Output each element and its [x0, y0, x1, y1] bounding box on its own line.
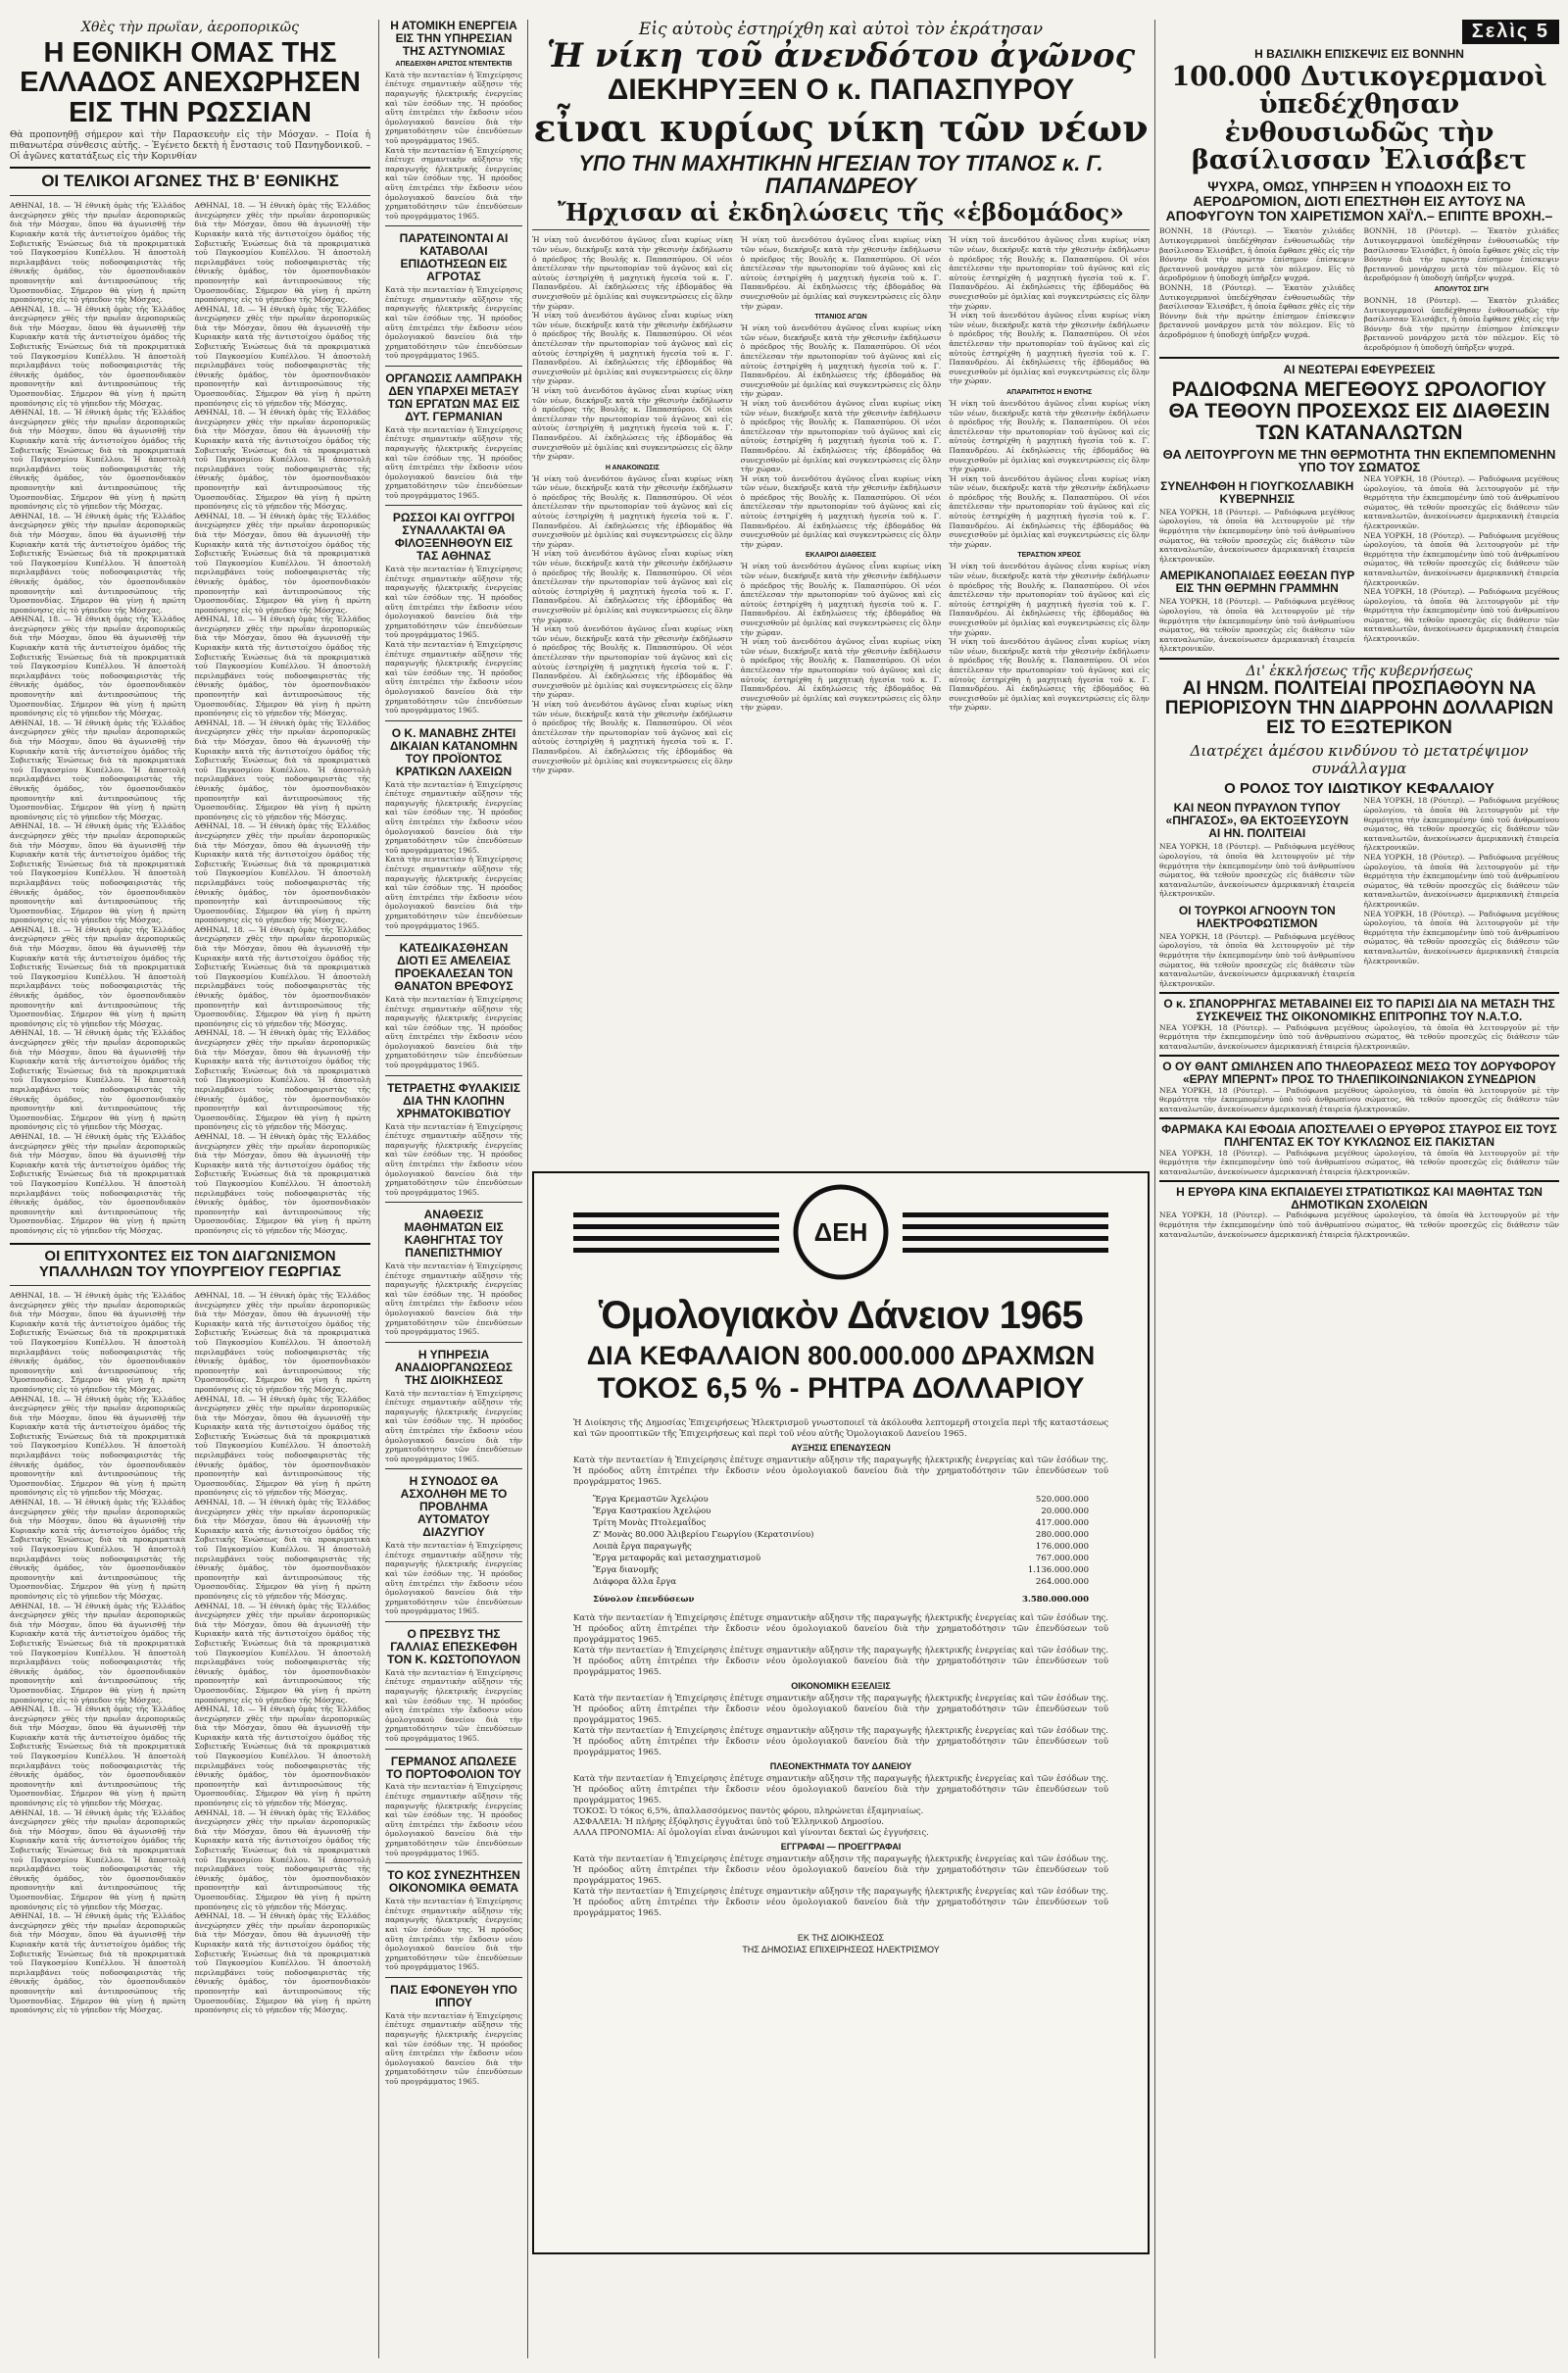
ad-section-investments: ΑΥΞΗΣΙΣ ΕΠΕΝΔΥΣΕΩΝ: [791, 1442, 891, 1453]
article-text: ΝΕΑ ΥΟΡΚΗ, 18 (Ρόυτερ). — Ραδιόφωνα μεγέθους ὡρολογίου, τὰ ὁποῖα θὰ λειτουργοῦν μὲ τὴν θερμότητα τὴν ἐκπεμπομένην ὑπὸ τοῦ ἀνθρωπίνου σώματος, θὰ τεθοῦν προσεχῶς εἰς διάθεσιν τῶν καταναλωτῶν, ἀνεκοίνωσεν ἀμερικανικὴ ἑταιρεία ἠλεκτρονικῶν.: [1363, 587, 1559, 644]
divider: [10, 167, 370, 169]
ad-logo-area: [534, 1173, 1148, 1291]
article-text: Κατὰ τὴν πενταετίαν ἡ Ἐπιχείρησις ἐπέτυχε σημαντικὴν αὔξησιν τῆς παραγωγῆς ἠλεκτρικῆς ἐνεργείας καὶ τῶν ἐσόδων της. Ἡ πρόοδος αὕτη ἐπιτρέπει τὴν ἔκδοσιν νέου ὁμολογιακοῦ δανείου διὰ τὴν χρηματοδότησιν τῶν ἐπενδύσεων τοῦ προγράμματος 1965.: [385, 1897, 522, 1972]
investment-total-value: 3.580.000.000: [1021, 1594, 1089, 1605]
article-text: ΑΘΗΝΑΙ, 18. — Ἡ ἐθνικὴ ὁμὰς τῆς Ἑλλάδος ἀνεχώρησεν χθὲς τὴν πρωΐαν ἀεροπορικῶς διὰ τὴν Μόσχαν, ὅπου θὰ ἀγωνισθῇ τὴν Κυριακὴν κατὰ τῆς ἀντιστοίχου ὁμάδος τῆς Σοβιετικῆς Ἑνώσεως διὰ τὰ προκριματικὰ τοῦ Παγκοσμίου Κυπέλλου. Ἡ ἀποστολὴ περιλαμβάνει τοὺς ποδοσφαιριστὰς τῆς ἐθνικῆς ὁμάδος, τὸν ὁμοσπονδιακὸν προπονητὴν καὶ ἀντιπροσώπους τῆς Ὁμοσπονδίας. Σήμερον θὰ γίνῃ ἡ πρώτη προπόνησις εἰς τὸ γήπεδον τῆς Μόσχας.: [194, 408, 370, 512]
article-text: Ἡ νίκη τοῦ ἀνενδότου ἀγῶνος εἶναι κυρίως νίκη τῶν νέων, διεκήρυξε κατὰ τὴν χθεσινὴν ἐκδήλωσιν ὁ πρόεδρος τῆς Βουλῆς κ. Παπασπύρου. Οἱ νέοι ἀπετέλεσαν τὴν πρωτοπορίαν τοῦ ἀγῶνος καὶ εἰς αὐτοὺς ἐστηρίχθη ἡ μαχητικὴ ἡγεσία τοῦ κ. Γ. Παπανδρέου. Αἱ ἐκδηλώσεις τῆς ἑβδομάδος θὰ συνεχισθοῦν μὲ ὁμιλίας καὶ συγκεντρώσεις εἰς ὅλην τὴν χώραν.: [949, 473, 1150, 549]
article-text: ΑΘΗΝΑΙ, 18. — Ἡ ἐθνικὴ ὁμὰς τῆς Ἑλλάδος ἀνεχώρησεν χθὲς τὴν πρωΐαν ἀεροπορικῶς διὰ τὴν Μόσχαν, ὅπου θὰ ἀγωνισθῇ τὴν Κυριακὴν κατὰ τῆς ἀντιστοίχου ὁμάδος τῆς Σοβιετικῆς Ἑνώσεως διὰ τὰ προκριματικὰ τοῦ Παγκοσμίου Κυπέλλου. Ἡ ἀποστολὴ περιλαμβάνει τοὺς ποδοσφαιριστὰς τῆς ἐθνικῆς ὁμάδος, τὸν ὁμοσπονδιακὸν προπονητὴν καὶ ἀντιπροσώπους τῆς Ὁμοσπονδίας. Σήμερον θὰ γίνῃ ἡ πρώτη προπόνησις εἰς τὸ γήπεδον τῆς Μόσχας.: [194, 511, 370, 615]
investment-value: 767.000.000: [1035, 1553, 1089, 1563]
article-text: Ἡ νίκη τοῦ ἀνενδότου ἀγῶνος εἶναι κυρίως νίκη τῶν νέων, διεκήρυξε κατὰ τὴν χθεσινὴν ἐκδήλωσιν ὁ πρόεδρος τῆς Βουλῆς κ. Παπασπύρου. Οἱ νέοι ἀπετέλεσαν τὴν πρωτοπορίαν τοῦ ἀγῶνος καὶ εἰς αὐτοὺς ἐστηρίχθη ἡ μαχητικὴ ἡγεσία τοῦ κ. Γ. Παπανδρέου. Αἱ ἐκδηλώσεις τῆς ἑβδομάδος θὰ συνεχισθοῦν μὲ ὁμιλίας καὶ συγκεντρώσεις εἰς ὅλην τὴν χώραν.: [949, 235, 1150, 311]
brief-headline: ΣΥΝΕΛΗΦΘΗ Η ΓΙΟΥΓΚΟΣΛΑΒΙΚΗ ΚΥΒΕΡΝΗΣΙΣ: [1160, 478, 1354, 506]
bond-advertisement: [532, 1171, 1150, 2254]
article-text: ΝΕΑ ΥΟΡΚΗ, 18 (Ρόυτερ). — Ραδιόφωνα μεγέθους ὡρολογίου, τὰ ὁποῖα θὰ λειτουργοῦν μὲ τὴν θερμότητα τὴν ἐκπεμπομένην ὑπὸ τοῦ ἀνθρωπίνου σώματος, θὰ τεθοῦν προσεχῶς εἰς διάθεσιν τῶν καταναλωτῶν, ἀνεκοίνωσεν ἀμερικανικὴ ἑταιρεία ἠλεκτρονικῶν.: [1363, 853, 1559, 910]
brief-headline: Ο ΠΡΕΣΒΥΣ ΤΗΣ ΓΑΛΛΙΑΣ ΕΠΕΣΚΕΦΘΗ ΤΟΝ Κ. ΚΩΣΤΟΠΟΥΛΟΝ: [387, 1626, 520, 1666]
article-text: Ἡ νίκη τοῦ ἀνενδότου ἀγῶνος εἶναι κυρίως νίκη τῶν νέων, διεκήρυξε κατὰ τὴν χθεσινὴν ἐκδήλωσιν ὁ πρόεδρος τῆς Βουλῆς κ. Παπασπύρου. Οἱ νέοι ἀπετέλεσαν τὴν πρωτοπορίαν τοῦ ἀγῶνος καὶ εἰς αὐτοὺς ἐστηρίχθη ἡ μαχητικὴ ἡγεσία τοῦ κ. Γ. Παπανδρέου. Αἱ ἐκδηλώσεις τῆς ἑβδομάδος θὰ συνεχισθοῦν μὲ ὁμιλίας καὶ συγκεντρώσεις εἰς ὅλην τὴν χώραν.: [532, 549, 733, 624]
lead-sub-2: Ἤρχισαν αἱ ἐκδηλώσεις τῆς «ἑβδομάδος»: [557, 198, 1124, 227]
divider: [385, 225, 522, 226]
article-text: ΑΘΗΝΑΙ, 18. — Ἡ ἐθνικὴ ὁμὰς τῆς Ἑλλάδος ἀνεχώρησεν χθὲς τὴν πρωΐαν ἀεροπορικῶς διὰ τὴν Μόσχαν, ὅπου θὰ ἀγωνισθῇ τὴν Κυριακὴν κατὰ τῆς ἀντιστοίχου ὁμάδος τῆς Σοβιετικῆς Ἑνώσεως διὰ τὰ προκριματικὰ τοῦ Παγκοσμίου Κυπέλλου. Ἡ ἀποστολὴ περιλαμβάνει τοὺς ποδοσφαιριστὰς τῆς ἐθνικῆς ὁμάδος, τὸν ὁμοσπονδιακὸν προπονητὴν καὶ ἀντιπροσώπους τῆς Ὁμοσπονδίας. Σήμερον θὰ γίνῃ ἡ πρώτη προπόνησις εἰς τὸ γήπεδον τῆς Μόσχας.: [10, 1290, 186, 1394]
col4-h9: Ο ΟΥ ΘΑΝΤ ΩΜΙΛΗΣΕΝ ΑΠΟ ΤΗΛΕΟΡΑΣΕΩΣ ΜΕΣΩ ΤΟΥ ΔΟΡΥΦΟΡΟΥ «ΕΡΛΥ ΜΠΕΡΝΤ» ΠΡΟΣ ΤΟ ΤΗΛΕΠΙΚΟΙΝΩΝΙΑΚΟΝ ΣΥΝΕΔΡΙΟΝ: [1162, 1060, 1556, 1086]
article-text: Κατὰ τὴν πενταετίαν ἡ Ἐπιχείρησις ἐπέτυχε σημαντικὴν αὔξησιν τῆς παραγωγῆς ἠλεκτρικῆς ἐνεργείας καὶ τῶν ἐσόδων της. Ἡ πρόοδος αὕτη ἐπιτρέπει τὴν ἔκδοσιν νέου ὁμολογιακοῦ δανείου διὰ τὴν χρηματοδότησιν τῶν ἐπενδύσεων τοῦ προγράμματος 1965.: [385, 1121, 522, 1197]
article-text: ΑΘΗΝΑΙ, 18. — Ἡ ἐθνικὴ ὁμὰς τῆς Ἑλλάδος ἀνεχώρησεν χθὲς τὴν πρωΐαν ἀεροπορικῶς διὰ τὴν Μόσχαν, ὅπου θὰ ἀγωνισθῇ τὴν Κυριακὴν κατὰ τῆς ἀντιστοίχου ὁμάδος τῆς Σοβιετικῆς Ἑνώσεως διὰ τὰ προκριματικὰ τοῦ Παγκοσμίου Κυπέλλου. Ἡ ἀποστολὴ περιλαμβάνει τοὺς ποδοσφαιριστὰς τῆς ἐθνικῆς ὁμάδος, τὸν ὁμοσπονδιακὸν προπονητὴν καὶ ἀντιπροσώπους τῆς Ὁμοσπονδίας. Σήμερον θὰ γίνῃ ἡ πρώτη προπόνησις εἰς τὸ γήπεδον τῆς Μόσχας.: [10, 1131, 186, 1235]
brief-headline: ΟΙ ΤΟΥΡΚΟΙ ΑΓΝΟΟΥΝ ΤΟΝ ΗΛΕΚΤΡΟΦΩΤΙΣΜΟΝ: [1178, 903, 1336, 930]
article-text: ΑΘΗΝΑΙ, 18. — Ἡ ἐθνικὴ ὁμὰς τῆς Ἑλλάδος ἀνεχώρησεν χθὲς τὴν πρωΐαν ἀεροπορικῶς διὰ τὴν Μόσχαν, ὅπου θὰ ἀγωνισθῇ τὴν Κυριακὴν κατὰ τῆς ἀντιστοίχου ὁμάδος τῆς Σοβιετικῆς Ἑνώσεως διὰ τὰ προκριματικὰ τοῦ Παγκοσμίου Κυπέλλου. Ἡ ἀποστολὴ περιλαμβάνει τοὺς ποδοσφαιριστὰς τῆς ἐθνικῆς ὁμάδος, τὸν ὁμοσπονδιακὸν προπονητὴν καὶ ἀντιπροσώπους τῆς Ὁμοσπονδίας. Σήμερον θὰ γίνῃ ἡ πρώτη προπόνησις εἰς τὸ γήπεδον τῆς Μόσχας.: [10, 304, 186, 408]
article-text: Ἡ νίκη τοῦ ἀνενδότου ἀγῶνος εἶναι κυρίως νίκη τῶν νέων, διεκήρυξε κατὰ τὴν χθεσινὴν ἐκδήλωσιν ὁ πρόεδρος τῆς Βουλῆς κ. Παπασπύρου. Οἱ νέοι ἀπετέλεσαν τὴν πρωτοπορίαν τοῦ ἀγῶνος καὶ εἰς αὐτοὺς ἐστηρίχθη ἡ μαχητικὴ ἡγεσία τοῦ κ. Γ. Παπανδρέου. Αἱ ἐκδηλώσεις τῆς ἑβδομάδος θὰ συνεχισθοῦν μὲ ὁμιλίας καὶ συγκεντρώσεις εἰς ὅλην τὴν χώραν.: [949, 637, 1150, 713]
article-text: ΑΘΗΝΑΙ, 18. — Ἡ ἐθνικὴ ὁμὰς τῆς Ἑλλάδος ἀνεχώρησεν χθὲς τὴν πρωΐαν ἀεροπορικῶς διὰ τὴν Μόσχαν, ὅπου θὰ ἀγωνισθῇ τὴν Κυριακὴν κατὰ τῆς ἀντιστοίχου ὁμάδος τῆς Σοβιετικῆς Ἑνώσεως διὰ τὰ προκριματικὰ τοῦ Παγκοσμίου Κυπέλλου. Ἡ ἀποστολὴ περιλαμβάνει τοὺς ποδοσφαιριστὰς τῆς ἐθνικῆς ὁμάδος, τὸν ὁμοσπονδιακὸν προπονητὴν καὶ ἀντιπροσώπους τῆς Ὁμοσπονδίας. Σήμερον θὰ γίνῃ ἡ πρώτη προπόνησις εἰς τὸ γήπεδον τῆς Μόσχας.: [194, 1394, 370, 1498]
divider: [1159, 1180, 1559, 1182]
investment-label: Διάφορα ἄλλα ἔργα: [593, 1576, 677, 1587]
investment-value: 264.000.000: [1035, 1576, 1089, 1587]
article-text: ΑΘΗΝΑΙ, 18. — Ἡ ἐθνικὴ ὁμὰς τῆς Ἑλλάδος ἀνεχώρησεν χθὲς τὴν πρωΐαν ἀεροπορικῶς διὰ τὴν Μόσχαν, ὅπου θὰ ἀγωνισθῇ τὴν Κυριακὴν κατὰ τῆς ἀντιστοίχου ὁμάδος τῆς Σοβιετικῆς Ἑνώσεως διὰ τὰ προκριματικὰ τοῦ Παγκοσμίου Κυπέλλου. Ἡ ἀποστολὴ περιλαμβάνει τοὺς ποδοσφαιριστὰς τῆς ἐθνικῆς ὁμάδος, τὸν ὁμοσπονδιακὸν προπονητὴν καὶ ἀντιπροσώπους τῆς Ὁμοσπονδίας. Σήμερον θὰ γίνῃ ἡ πρώτη προπόνησις εἰς τὸ γήπεδον τῆς Μόσχας.: [10, 1705, 186, 1808]
article-text: Κατὰ τὴν πενταετίαν ἡ Ἐπιχείρησις ἐπέτυχε σημαντικὴν αὔξησιν τῆς παραγωγῆς ἠλεκτρικῆς ἐνεργείας καὶ τῶν ἐσόδων της. Ἡ πρόοδος αὕτη ἐπιτρέπει τὴν ἔκδοσιν νέου ὁμολογιακοῦ δανείου διὰ τὴν χρηματοδότησιν τῶν ἐπενδύσεων τοῦ προγράμματος 1965.: [385, 779, 522, 855]
divider: [385, 1749, 522, 1750]
investment-value: 520.000.000: [1035, 1494, 1089, 1505]
investment-row: [593, 1564, 1089, 1576]
col4-h2: ΡΑΔΙΟΦΩΝΑ ΜΕΓΕΘΟΥΣ ΩΡΟΛΟΓΙΟΥ ΘΑ ΤΕΘΟΥΝ ΠΡΟΣΕΧΩΣ ΕΙΣ ΔΙΑΘΕΣΙΝ ΤΩΝ ΚΑΤΑΝΑΛΩΤΩΝ: [1168, 377, 1550, 444]
ad-signoff-1: ΕΚ ΤΗΣ ΔΙΟΙΚΗΣΕΩΣ: [797, 1932, 885, 1943]
col1-kicker: Χθὲς τὴν πρωΐαν, ἀεροπορικῶς: [81, 20, 299, 35]
investment-label: Λοιπὰ ἔργα παραγωγῆς: [593, 1541, 692, 1552]
article-text: Ἡ νίκη τοῦ ἀνενδότου ἀγῶνος εἶναι κυρίως νίκη τῶν νέων, διεκήρυξε κατὰ τὴν χθεσινὴν ἐκδήλωσιν ὁ πρόεδρος τῆς Βουλῆς κ. Παπασπύρου. Οἱ νέοι ἀπετέλεσαν τὴν πρωτοπορίαν τοῦ ἀγῶνος καὶ εἰς αὐτοὺς ἐστηρίχθη ἡ μαχητικὴ ἡγεσία τοῦ κ. Γ. Παπανδρέου. Αἱ ἐκδηλώσεις τῆς ἑβδομάδος θὰ συνεχισθοῦν μὲ ὁμιλίας καὶ συγκεντρώσεις εἰς ὅλην τὴν χώραν.: [740, 235, 942, 311]
col1-intro: Θὰ προπονηθῇ σήμερον καὶ τὴν Παρασκευὴν εἰς τὴν Μόσχαν. – Ποία ἡ πιθανωτέρα σύνθεσις αὐτῆς. – Ἐγένετο δεκτὴ ἡ ἔνστασις τοῦ Πανηγδονικοῦ. – Οἱ ἀγῶνες κατατάξεως εἰς τὴν Κορινθίαν: [10, 130, 370, 163]
brief-headline: ΚΑΤΕΔΙΚΑΣΘΗΣΑΝ ΔΙΟΤΙ ΕΞ ΑΜΕΛΕΙΑΣ ΠΡΟΕΚΑΛΕΣΑΝ ΤΟΝ ΘΑΝΑΤΟΝ ΒΡΕΦΟΥΣ: [394, 941, 514, 993]
brief-headline: ΤΟ ΚΟΣ ΣΥΝΕΖΗΤΗΣΕΝ ΟΙΚΟΝΟΜΙΚΑ ΘΕΜΑΤΑ: [387, 1868, 520, 1896]
article-text: Κατὰ τὴν πενταετίαν ἡ Ἐπιχείρησις ἐπέτυχε σημαντικὴν αὔξησιν τῆς παραγωγῆς ἠλεκτρικῆς ἐνεργείας καὶ τῶν ἐσόδων της. Ἡ πρόοδος αὕτη ἐπιτρέπει τὴν ἔκδοσιν νέου ὁμολογιακοῦ δανείου διὰ τὴν χρηματοδότησιν τῶν ἐπενδύσεων τοῦ προγράμματος 1965.: [385, 1782, 522, 1857]
investment-label: Ἔργα διανομῆς: [593, 1564, 659, 1575]
col1-body-2: [10, 1291, 370, 2015]
article-text: Ἡ νίκη τοῦ ἀνενδότου ἀγῶνος εἶναι κυρίως νίκη τῶν νέων, διεκήρυξε κατὰ τὴν χθεσινὴν ἐκδήλωσιν ὁ πρόεδρος τῆς Βουλῆς κ. Παπασπύρου. Οἱ νέοι ἀπετέλεσαν τὴν πρωτοπορίαν τοῦ ἀγῶνος καὶ εἰς αὐτοὺς ἐστηρίχθη ἡ μαχητικὴ ἡγεσία τοῦ κ. Γ. Παπανδρέου. Αἱ ἐκδηλώσεις τῆς ἑβδομάδος θὰ συνεχισθοῦν μὲ ὁμιλίας καὶ συγκεντρώσεις εἰς ὅλην τὴν χώραν.: [740, 637, 942, 713]
article-text: Ἡ νίκη τοῦ ἀνενδότου ἀγῶνος εἶναι κυρίως νίκη τῶν νέων, διεκήρυξε κατὰ τὴν χθεσινὴν ἐκδήλωσιν ὁ πρόεδρος τῆς Βουλῆς κ. Παπασπύρου. Οἱ νέοι ἀπετέλεσαν τὴν πρωτοπορίαν τοῦ ἀγῶνος καὶ εἰς αὐτοὺς ἐστηρίχθη ἡ μαχητικὴ ἡγεσία τοῦ κ. Γ. Παπανδρέου. Αἱ ἐκδηλώσεις τῆς ἑβδομάδος θὰ συνεχισθοῦν μὲ ὁμιλίας καὶ συγκεντρώσεις εἰς ὅλην τὴν χώραν.: [949, 311, 1150, 386]
dei-logo: ΔΕΗ: [813, 1217, 868, 1247]
article-text: Κατὰ τὴν πενταετίαν ἡ Ἐπιχείρησις ἐπέτυχε σημαντικὴν αὔξησιν τῆς παραγωγῆς ἠλεκτρικῆς ἐνεργείας καὶ τῶν ἐσόδων της. Ἡ πρόοδος αὕτη ἐπιτρέπει τὴν ἔκδοσιν νέου ὁμολογιακοῦ δανείου διὰ τὴν χρηματοδότησιν τῶν ἐπενδύσεων τοῦ προγράμματος 1965.: [573, 1693, 1108, 1725]
col4-h10: ΦΑΡΜΑΚΑ ΚΑΙ ΕΦΟΔΙΑ ΑΠΟΣΤΕΛΛΕΙ Ο ΕΡΥΘΡΟΣ ΣΤΑΥΡΟΣ ΕΙΣ ΤΟΥΣ ΠΛΗΓΕΝΤΑΣ ΕΚ ΤΟΥ ΚΥΚΛΩΝΟΣ ΕΙΣ ΠΑΚΙΣΤΑΝ: [1161, 1122, 1557, 1149]
divider: [385, 366, 522, 367]
article-text: ΑΘΗΝΑΙ, 18. — Ἡ ἐθνικὴ ὁμὰς τῆς Ἑλλάδος ἀνεχώρησεν χθὲς τὴν πρωΐαν ἀεροπορικῶς διὰ τὴν Μόσχαν, ὅπου θὰ ἀγωνισθῇ τὴν Κυριακὴν κατὰ τῆς ἀντιστοίχου ὁμάδος τῆς Σοβιετικῆς Ἑνώσεως διὰ τὰ προκριματικὰ τοῦ Παγκοσμίου Κυπέλλου. Ἡ ἀποστολὴ περιλαμβάνει τοὺς ποδοσφαιριστὰς τῆς ἐθνικῆς ὁμάδος, τὸν ὁμοσπονδιακὸν προπονητὴν καὶ ἀντιπροσώπους τῆς Ὁμοσπονδίας. Σήμερον θὰ γίνῃ ἡ πρώτη προπόνησις εἰς τὸ γήπεδον τῆς Μόσχας.: [10, 924, 186, 1028]
investment-row: [593, 1494, 1089, 1506]
brief-headline: ΠΑΡΑΤΕΙΝΟΝΤΑΙ ΑΙ ΚΑΤΑΒΟΛΑΙ ΕΠΙΔΟΤΗΣΕΩΝ ΕΙΣ ΑΓΡΟΤΑΣ: [399, 231, 509, 284]
investment-value: 417.000.000: [1035, 1517, 1089, 1528]
article-text: ΑΘΗΝΑΙ, 18. — Ἡ ἐθνικὴ ὁμὰς τῆς Ἑλλάδος ἀνεχώρησεν χθὲς τὴν πρωΐαν ἀεροπορικῶς διὰ τὴν Μόσχαν, ὅπου θὰ ἀγωνισθῇ τὴν Κυριακὴν κατὰ τῆς ἀντιστοίχου ὁμάδος τῆς Σοβιετικῆς Ἑνώσεως διὰ τὰ προκριματικὰ τοῦ Παγκοσμίου Κυπέλλου. Ἡ ἀποστολὴ περιλαμβάνει τοὺς ποδοσφαιριστὰς τῆς ἐθνικῆς ὁμάδος, τὸν ὁμοσπονδιακὸν προπονητὴν καὶ ἀντιπροσώπους τῆς Ὁμοσπονδίας. Σήμερον θὰ γίνῃ ἡ πρώτη προπόνησις εἰς τὸ γήπεδον τῆς Μόσχας.: [10, 1807, 186, 1911]
brief-headline: ΟΡΓΑΝΩΣΙΣ ΛΑΜΠΡΑΚΗ ΔΕΝ ΥΠΑΡΧΕΙ ΜΕΤΑΞΥ ΤΩΝ ΕΡΓΑΤΩΝ ΜΑΣ ΕΙΣ ΔΥΤ. ΓΕΡΜΑΝΙΑΝ: [385, 371, 522, 423]
article-text: ΑΘΗΝΑΙ, 18. — Ἡ ἐθνικὴ ὁμὰς τῆς Ἑλλάδος ἀνεχώρησεν χθὲς τὴν πρωΐαν ἀεροπορικῶς διὰ τὴν Μόσχαν, ὅπου θὰ ἀγωνισθῇ τὴν Κυριακὴν κατὰ τῆς ἀντιστοίχου ὁμάδος τῆς Σοβιετικῆς Ἑνώσεως διὰ τὰ προκριματικὰ τοῦ Παγκοσμίου Κυπέλλου. Ἡ ἀποστολὴ περιλαμβάνει τοὺς ποδοσφαιριστὰς τῆς ἐθνικῆς ὁμάδος, τὸν ὁμοσπονδιακὸν προπονητὴν καὶ ἀντιπροσώπους τῆς Ὁμοσπονδίας. Σήμερον θὰ γίνῃ ἡ πρώτη προπόνησις εἰς τὸ γήπεδον τῆς Μόσχας.: [10, 1028, 186, 1132]
brief-headline: ΡΩΣΣΟΙ ΚΑΙ ΟΥΓΓΡΟΙ ΣΥΝΑΛΛΑΚΤΑΙ ΘΑ ΦΙΛΟΞΕΝΗΘΟΥΝ ΕΙΣ ΤΑΣ ΑΘΗΝΑΣ: [392, 511, 515, 564]
divider: [1159, 1055, 1559, 1057]
ad-section-benefits: ΠΛΕΟΝΕΚΤΗΜΑΤΑ ΤΟΥ ΔΑΝΕΙΟΥ: [769, 1760, 912, 1771]
article-text: ΑΘΗΝΑΙ, 18. — Ἡ ἐθνικὴ ὁμὰς τῆς Ἑλλάδος ἀνεχώρησεν χθὲς τὴν πρωΐαν ἀεροπορικῶς διὰ τὴν Μόσχαν, ὅπου θὰ ἀγωνισθῇ τὴν Κυριακὴν κατὰ τῆς ἀντιστοίχου ὁμάδος τῆς Σοβιετικῆς Ἑνώσεως διὰ τὰ προκριματικὰ τοῦ Παγκοσμίου Κυπέλλου. Ἡ ἀποστολὴ περιλαμβάνει τοὺς ποδοσφαιριστὰς τῆς ἐθνικῆς ὁμάδος, τὸν ὁμοσπονδιακὸν προπονητὴν καὶ ἀντιπροσώπους τῆς Ὁμοσπονδίας. Σήμερον θὰ γίνῃ ἡ πρώτη προπόνησις εἰς τὸ γήπεδον τῆς Μόσχας.: [194, 1290, 370, 1394]
divider: [385, 505, 522, 506]
brief-headline: Η ΣΥΝΟΔΟΣ ΘΑ ΑΣΧΟΛΗΘΗ ΜΕ ΤΟ ΠΡΟΒΛΗΜΑ ΑΥΤΟΜΑΤΟΥ ΔΙΑΖΥΓΙΟΥ: [400, 1474, 508, 1540]
col4-h2-kicker: ΑΙ ΝΕΩΤΕΡΑΙ ΕΦΕΥΡΕΣΕΙΣ: [1283, 362, 1436, 376]
article-text: Ἡ νίκη τοῦ ἀνενδότου ἀγῶνος εἶναι κυρίως νίκη τῶν νέων, διεκήρυξε κατὰ τὴν χθεσινὴν ἐκδήλωσιν ὁ πρόεδρος τῆς Βουλῆς κ. Παπασπύρου. Οἱ νέοι ἀπετέλεσαν τὴν πρωτοπορίαν τοῦ ἀγῶνος καὶ εἰς αὐτοὺς ἐστηρίχθη ἡ μαχητικὴ ἡγεσία τοῦ κ. Γ. Παπανδρέου. Αἱ ἐκδηλώσεις τῆς ἑβδομάδος θὰ συνεχισθοῦν μὲ ὁμιλίας καὶ συγκεντρώσεις εἰς ὅλην τὴν χώραν.: [532, 235, 733, 311]
col1-headline: Η ΕΘΝΙΚΗ ΟΜΑΣ ΤΗΣ ΕΛΛΑΔΟΣ ΑΝΕΧΩΡΗΣΕΝ ΕΙΣ ΤΗΝ ΡΩΣΣΙΑΝ: [20, 37, 361, 128]
lead-headline-1: Ἡ νίκη τοῦ ἀνενδότου ἀγῶνος: [546, 36, 1136, 75]
ad-benefit-interest: ΤΟΚΟΣ: Ὁ τόκος 6,5%, ἀπαλλασσόμενος παντὸς φόρου, πληρώνεται ἐξαμηνιαίως.: [573, 1805, 924, 1816]
divider: [385, 720, 522, 721]
lead-subhead: ΤΕΡΑΣΤΙΟΝ ΧΡΕΟΣ: [1017, 552, 1082, 560]
lead-sub-1: ΥΠΟ ΤΗΝ ΜΑΧΗΤΙΚΗΝ ΗΓΕΣΙΑΝ ΤΟΥ ΤΙΤΑΝΟΣ κ. Γ. ΠΑΠΑΝΔΡΕΟΥ: [578, 151, 1103, 199]
article-text: ΑΘΗΝΑΙ, 18. — Ἡ ἐθνικὴ ὁμὰς τῆς Ἑλλάδος ἀνεχώρησεν χθὲς τὴν πρωΐαν ἀεροπορικῶς διὰ τὴν Μόσχαν, ὅπου θὰ ἀγωνισθῇ τὴν Κυριακὴν κατὰ τῆς ἀντιστοίχου ὁμάδος τῆς Σοβιετικῆς Ἑνώσεως διὰ τὰ προκριματικὰ τοῦ Παγκοσμίου Κυπέλλου. Ἡ ἀποστολὴ περιλαμβάνει τοὺς ποδοσφαιριστὰς τῆς ἐθνικῆς ὁμάδος, τὸν ὁμοσπονδιακὸν προπονητὴν καὶ ἀντιπροσώπους τῆς Ὁμοσπονδίας. Σήμερον θὰ γίνῃ ἡ πρώτη προπόνησις εἰς τὸ γήπεδον τῆς Μόσχας.: [10, 408, 186, 512]
article-text: ΑΘΗΝΑΙ, 18. — Ἡ ἐθνικὴ ὁμὰς τῆς Ἑλλάδος ἀνεχώρησεν χθὲς τὴν πρωΐαν ἀεροπορικῶς διὰ τὴν Μόσχαν, ὅπου θὰ ἀγωνισθῇ τὴν Κυριακὴν κατὰ τῆς ἀντιστοίχου ὁμάδος τῆς Σοβιετικῆς Ἑνώσεως διὰ τὰ προκριματικὰ τοῦ Παγκοσμίου Κυπέλλου. Ἡ ἀποστολὴ περιλαμβάνει τοὺς ποδοσφαιριστὰς τῆς ἐθνικῆς ὁμάδος, τὸν ὁμοσπονδιακὸν προπονητὴν καὶ ἀντιπροσώπους τῆς Ὁμοσπονδίας. Σήμερον θὰ γίνῃ ἡ πρώτη προπόνησις εἰς τὸ γήπεδον τῆς Μόσχας.: [194, 1601, 370, 1705]
investment-row: [593, 1529, 1089, 1541]
article-text: ΑΘΗΝΑΙ, 18. — Ἡ ἐθνικὴ ὁμὰς τῆς Ἑλλάδος ἀνεχώρησεν χθὲς τὴν πρωΐαν ἀεροπορικῶς διὰ τὴν Μόσχαν, ὅπου θὰ ἀγωνισθῇ τὴν Κυριακὴν κατὰ τῆς ἀντιστοίχου ὁμάδος τῆς Σοβιετικῆς Ἑνώσεως διὰ τὰ προκριματικὰ τοῦ Παγκοσμίου Κυπέλλου. Ἡ ἀποστολὴ περιλαμβάνει τοὺς ποδοσφαιριστὰς τῆς ἐθνικῆς ὁμάδος, τὸν ὁμοσπονδιακὸν προπονητὴν καὶ ἀντιπροσώπους τῆς Ὁμοσπονδίας. Σήμερον θὰ γίνῃ ἡ πρώτη προπόνησις εἰς τὸ γήπεδον τῆς Μόσχας.: [194, 1498, 370, 1601]
col4-body-2: [1159, 474, 1559, 654]
article-text: Ἡ νίκη τοῦ ἀνενδότου ἀγῶνος εἶναι κυρίως νίκη τῶν νέων, διεκήρυξε κατὰ τὴν χθεσινὴν ἐκδήλωσιν ὁ πρόεδρος τῆς Βουλῆς κ. Παπασπύρου. Οἱ νέοι ἀπετέλεσαν τὴν πρωτοπορίαν τοῦ ἀγῶνος καὶ εἰς αὐτοὺς ἐστηρίχθη ἡ μαχητικὴ ἡγεσία τοῦ κ. Γ. Παπανδρέου. Αἱ ἐκδηλώσεις τῆς ἑβδομάδος θὰ συνεχισθοῦν μὲ ὁμιλίας καὶ συγκεντρώσεις εἰς ὅλην τὴν χώραν.: [532, 699, 733, 775]
article-text: Ἡ νίκη τοῦ ἀνενδότου ἀγῶνος εἶναι κυρίως νίκη τῶν νέων, διεκήρυξε κατὰ τὴν χθεσινὴν ἐκδήλωσιν ὁ πρόεδρος τῆς Βουλῆς κ. Παπασπύρου. Οἱ νέοι ἀπετέλεσαν τὴν πρωτοπορίαν τοῦ ἀγῶνος καὶ εἰς αὐτοὺς ἐστηρίχθη ἡ μαχητικὴ ἡγεσία τοῦ κ. Γ. Παπανδρέου. Αἱ ἐκδηλώσεις τῆς ἑβδομάδος θὰ συνεχισθοῦν μὲ ὁμιλίας καὶ συγκεντρώσεις εἰς ὅλην τὴν χώραν.: [949, 562, 1150, 637]
article-text: ΑΘΗΝΑΙ, 18. — Ἡ ἐθνικὴ ὁμὰς τῆς Ἑλλάδος ἀνεχώρησεν χθὲς τὴν πρωΐαν ἀεροπορικῶς διὰ τὴν Μόσχαν, ὅπου θὰ ἀγωνισθῇ τὴν Κυριακὴν κατὰ τῆς ἀντιστοίχου ὁμάδος τῆς Σοβιετικῆς Ἑνώσεως διὰ τὰ προκριματικὰ τοῦ Παγκοσμίου Κυπέλλου. Ἡ ἀποστολὴ περιλαμβάνει τοὺς ποδοσφαιριστὰς τῆς ἐθνικῆς ὁμάδος, τὸν ὁμοσπονδιακὸν προπονητὴν καὶ ἀντιπροσώπους τῆς Ὁμοσπονδίας. Σήμερον θὰ γίνῃ ἡ πρώτη προπόνησις εἰς τὸ γήπεδον τῆς Μόσχας.: [10, 1601, 186, 1705]
investment-value: 20.000.000: [1041, 1506, 1089, 1516]
investment-total-row: [593, 1594, 1089, 1606]
article-text: ΑΘΗΝΑΙ, 18. — Ἡ ἐθνικὴ ὁμὰς τῆς Ἑλλάδος ἀνεχώρησεν χθὲς τὴν πρωΐαν ἀεροπορικῶς διὰ τὴν Μόσχαν, ὅπου θὰ ἀγωνισθῇ τὴν Κυριακὴν κατὰ τῆς ἀντιστοίχου ὁμάδος τῆς Σοβιετικῆς Ἑνώσεως διὰ τὰ προκριματικὰ τοῦ Παγκοσμίου Κυπέλλου. Ἡ ἀποστολὴ περιλαμβάνει τοὺς ποδοσφαιριστὰς τῆς ἐθνικῆς ὁμάδος, τὸν ὁμοσπονδιακὸν προπονητὴν καὶ ἀντιπροσώπους τῆς Ὁμοσπονδίας. Σήμερον θὰ γίνῃ ἡ πρώτη προπόνησις εἰς τὸ γήπεδον τῆς Μόσχας.: [194, 304, 370, 408]
investment-label: Ἔργα μεταφορᾶς καὶ μετασχηματισμοῦ: [593, 1553, 761, 1563]
col4-kicker: Η ΒΑΣΙΛΙΚΗ ΕΠΙΣΚΕΨΙΣ ΕΙΣ ΒΟΝΝΗΝ: [1254, 47, 1464, 61]
investment-row: [593, 1553, 1089, 1564]
article-text: ΝΕΑ ΥΟΡΚΗ, 18 (Ρόυτερ). — Ραδιόφωνα μεγέθους ὡρολογίου, τὰ ὁποῖα θὰ λειτουργοῦν μὲ τὴν θερμότητα τὴν ἐκπεμπομένην ὑπὸ τοῦ ἀνθρωπίνου σώματος, θὰ τεθοῦν προσεχῶς εἰς διάθεσιν τῶν καταναλωτῶν, ἀνεκοίνωσεν ἀμερικανικὴ ἑταιρεία ἠλεκτρονικῶν.: [1159, 1085, 1559, 1113]
column-world-news: [1159, 20, 1559, 2358]
divider: [385, 1075, 522, 1076]
lead-subhead: Η ΑΝΑΚΟΙΝΩΣΙΣ: [605, 464, 660, 471]
lead-subhead: ΤΙΤΑΝΙΟΣ ΑΓΩΝ: [814, 314, 867, 321]
ad-line-1: ΔΙΑ ΚΕΦΑΛΑΙΟΝ 800.000.000 ΔΡΑΧΜΩΝ: [586, 1341, 1096, 1370]
article-text: ΑΘΗΝΑΙ, 18. — Ἡ ἐθνικὴ ὁμὰς τῆς Ἑλλάδος ἀνεχώρησεν χθὲς τὴν πρωΐαν ἀεροπορικῶς διὰ τὴν Μόσχαν, ὅπου θὰ ἀγωνισθῇ τὴν Κυριακὴν κατὰ τῆς ἀντιστοίχου ὁμάδος τῆς Σοβιετικῆς Ἑνώσεως διὰ τὰ προκριματικὰ τοῦ Παγκοσμίου Κυπέλλου. Ἡ ἀποστολὴ περιλαμβάνει τοὺς ποδοσφαιριστὰς τῆς ἐθνικῆς ὁμάδος, τὸν ὁμοσπονδιακὸν προπονητὴν καὶ ἀντιπροσώπους τῆς Ὁμοσπονδίας. Σήμερον θὰ γίνῃ ἡ πρώτη προπόνησις εἰς τὸ γήπεδον τῆς Μόσχας.: [10, 717, 186, 821]
investment-value: 176.000.000: [1035, 1541, 1089, 1552]
col4-h2-sub: ΘΑ ΛΕΙΤΟΥΡΓΟΥΝ ΜΕ ΤΗΝ ΘΕΡΜΟΤΗΤΑ ΤΗΝ ΕΚΠΕΜΠΟΜΕΝΗΝ ΥΠΟ ΤΟΥ ΣΩΜΑΤΟΣ: [1162, 446, 1556, 475]
col4-body-3: [1159, 796, 1559, 988]
investment-label: Ζ' Μονὰς 80.000 Ἀλιβερίου Γεωργίου (Κερατσινίου): [593, 1529, 814, 1540]
brief-headline: ΤΕΤΡΑΕΤΗΣ ΦΥΛΑΚΙΣΙΣ ΔΙΑ ΤΗΝ ΚΛΟΠΗΝ ΧΡΗΜΑΤΟΚΙΒΩΤΙΟΥ: [387, 1080, 520, 1120]
ad-intro: Ἡ Διοίκησις τῆς Δημοσίας Ἐπιχειρήσεως Ἠλεκτρισμοῦ γνωστοποιεῖ τὰ ἀκόλουθα λεπτομερῆ στοιχεῖα περὶ τῆς καταστάσεως καὶ τῶν προοπτικῶν τῆς Ἐπιχειρήσεως καὶ περὶ τοῦ νέου αὐτῆς Ὁμολογιακοῦ Δανείου 1965.: [573, 1417, 1108, 1439]
article-text: Ἡ νίκη τοῦ ἀνενδότου ἀγῶνος εἶναι κυρίως νίκη τῶν νέων, διεκήρυξε κατὰ τὴν χθεσινὴν ἐκδήλωσιν ὁ πρόεδρος τῆς Βουλῆς κ. Παπασπύρου. Οἱ νέοι ἀπετέλεσαν τὴν πρωτοπορίαν τοῦ ἀγῶνος καὶ εἰς αὐτοὺς ἐστηρίχθη ἡ μαχητικὴ ἡγεσία τοῦ κ. Γ. Παπανδρέου. Αἱ ἐκδηλώσεις τῆς ἑβδομάδος θὰ συνεχισθοῦν μὲ ὁμιλίας καὶ συγκεντρώσεις εἰς ὅλην τὴν χώραν.: [740, 398, 942, 474]
investment-row: [593, 1576, 1089, 1588]
ad-title: Ὁμολογιακὸν Δάνειον 1965: [599, 1294, 1083, 1337]
divider: [532, 229, 1150, 230]
investment-label: Ἔργα Καστρακίου Ἀχελῴου: [593, 1506, 711, 1516]
article-text: ΒΟΝΝΗ, 18 (Ρόυτερ). — Ἑκατὸν χιλιάδες Δυτικογερμανοὶ ὑπεδέχθησαν ἐνθουσιωδῶς τὴν βασίλισσαν Ἐλισάβετ, ἡ ὁποία ἔφθασε χθὲς εἰς τὴν Βόννην διὰ τὴν πρώτην ἐπίσημον ἐπίσκεψιν βρεταννοῦ μονάρχου μετὰ τὸν πόλεμον. Εἰς τὸ ἀεροδρόμιον ἡ ὑποδοχὴ ὑπῆρξεν ψυχρά.: [1159, 226, 1355, 283]
article-text: ΑΘΗΝΑΙ, 18. — Ἡ ἐθνικὴ ὁμὰς τῆς Ἑλλάδος ἀνεχώρησεν χθὲς τὴν πρωΐαν ἀεροπορικῶς διὰ τὴν Μόσχαν, ὅπου θὰ ἀγωνισθῇ τὴν Κυριακὴν κατὰ τῆς ἀντιστοίχου ὁμάδος τῆς Σοβιετικῆς Ἑνώσεως διὰ τὰ προκριματικὰ τοῦ Παγκοσμίου Κυπέλλου. Ἡ ἀποστολὴ περιλαμβάνει τοὺς ποδοσφαιριστὰς τῆς ἐθνικῆς ὁμάδος, τὸν ὁμοσπονδιακὸν προπονητὴν καὶ ἀντιπροσώπους τῆς Ὁμοσπονδίας. Σήμερον θὰ γίνῃ ἡ πρώτη προπόνησις εἰς τὸ γήπεδον τῆς Μόσχας.: [194, 1028, 370, 1132]
article-text: ΝΕΑ ΥΟΡΚΗ, 18 (Ρόυτερ). — Ραδιόφωνα μεγέθους ὡρολογίου, τὰ ὁποῖα θὰ λειτουργοῦν μὲ τὴν θερμότητα τὴν ἐκπεμπομένην ὑπὸ τοῦ ἀνθρωπίνου σώματος, θὰ τεθοῦν προσεχῶς εἰς διάθεσιν τῶν καταναλωτῶν, ἀνεκοίνωσεν ἀμερικανικὴ ἑταιρεία ἠλεκτρονικῶν.: [1159, 931, 1355, 988]
article-text: ΝΕΑ ΥΟΡΚΗ, 18 (Ρόυτερ). — Ραδιόφωνα μεγέθους ὡρολογίου, τὰ ὁποῖα θὰ λειτουργοῦν μὲ τὴν θερμότητα τὴν ἐκπεμπομένην ὑπὸ τοῦ ἀνθρωπίνου σώματος, θὰ τεθοῦν προσεχῶς εἰς διάθεσιν τῶν καταναλωτῶν, ἀνεκοίνωσεν ἀμερικανικὴ ἑταιρεία ἠλεκτρονικῶν.: [1363, 909, 1559, 965]
article-text: ΑΘΗΝΑΙ, 18. — Ἡ ἐθνικὴ ὁμὰς τῆς Ἑλλάδος ἀνεχώρησεν χθὲς τὴν πρωΐαν ἀεροπορικῶς διὰ τὴν Μόσχαν, ὅπου θὰ ἀγωνισθῇ τὴν Κυριακὴν κατὰ τῆς ἀντιστοίχου ὁμάδος τῆς Σοβιετικῆς Ἑνώσεως διὰ τὰ προκριματικὰ τοῦ Παγκοσμίου Κυπέλλου. Ἡ ἀποστολὴ περιλαμβάνει τοὺς ποδοσφαιριστὰς τῆς ἐθνικῆς ὁμάδος, τὸν ὁμοσπονδιακὸν προπονητὴν καὶ ἀντιπροσώπους τῆς Ὁμοσπονδίας. Σήμερον θὰ γίνῃ ἡ πρώτη προπόνησις εἰς τὸ γήπεδον τῆς Μόσχας.: [194, 717, 370, 821]
article-text: ΑΘΗΝΑΙ, 18. — Ἡ ἐθνικὴ ὁμὰς τῆς Ἑλλάδος ἀνεχώρησεν χθὲς τὴν πρωΐαν ἀεροπορικῶς διὰ τὴν Μόσχαν, ὅπου θὰ ἀγωνισθῇ τὴν Κυριακὴν κατὰ τῆς ἀντιστοίχου ὁμάδος τῆς Σοβιετικῆς Ἑνώσεως διὰ τὰ προκριματικὰ τοῦ Παγκοσμίου Κυπέλλου. Ἡ ἀποστολὴ περιλαμβάνει τοὺς ποδοσφαιριστὰς τῆς ἐθνικῆς ὁμάδος, τὸν ὁμοσπονδιακὸν προπονητὴν καὶ ἀντιπροσώπους τῆς Ὁμοσπονδίας. Σήμερον θὰ γίνῃ ἡ πρώτη προπόνησις εἰς τὸ γήπεδον τῆς Μόσχας.: [194, 1807, 370, 1911]
col1-body: [10, 201, 370, 1235]
article-text: ΝΕΑ ΥΟΡΚΗ, 18 (Ρόυτερ). — Ραδιόφωνα μεγέθους ὡρολογίου, τὰ ὁποῖα θὰ λειτουργοῦν μὲ τὴν θερμότητα τὴν ἐκπεμπομένην ὑπὸ τοῦ ἀνθρωπίνου σώματος, θὰ τεθοῦν προσεχῶς εἰς διάθεσιν τῶν καταναλωτῶν, ἀνεκοίνωσεν ἀμερικανικὴ ἑταιρεία ἠλεκτρονικῶν.: [1159, 1211, 1559, 1239]
article-text: Κατὰ τὴν πενταετίαν ἡ Ἐπιχείρησις ἐπέτυχε σημαντικὴν αὔξησιν τῆς παραγωγῆς ἠλεκτρικῆς ἐνεργείας καὶ τῶν ἐσόδων της. Ἡ πρόοδος αὕτη ἐπιτρέπει τὴν ἔκδοσιν νέου ὁμολογιακοῦ δανείου διὰ τὴν χρηματοδότησιν τῶν ἐπενδύσεων τοῦ προγράμματος 1965.: [573, 1725, 1108, 1757]
article-text: Ἡ νίκη τοῦ ἀνενδότου ἀγῶνος εἶναι κυρίως νίκη τῶν νέων, διεκήρυξε κατὰ τὴν χθεσινὴν ἐκδήλωσιν ὁ πρόεδρος τῆς Βουλῆς κ. Παπασπύρου. Οἱ νέοι ἀπετέλεσαν τὴν πρωτοπορίαν τοῦ ἀγῶνος καὶ εἰς αὐτοὺς ἐστηρίχθη ἡ μαχητικὴ ἡγεσία τοῦ κ. Γ. Παπανδρέου. Αἱ ἐκδηλώσεις τῆς ἑβδομάδος θὰ συνεχισθοῦν μὲ ὁμιλίας καὶ συγκεντρώσεις εἰς ὅλην τὴν χώραν.: [532, 385, 733, 462]
col1-section2: ΟΙ ΕΠΙΤΥΧΟΝΤΕΣ ΕΙΣ ΤΟΝ ΔΙΑΓΩΝΙΣΜΟΝ ΥΠΑΛΛΗΛΩΝ ΤΟΥ ΥΠΟΥΡΓΕΙΟΥ ΓΕΩΡΓΙΑΣ: [38, 1248, 342, 1281]
ad-section-registration: ΕΓΓΡΑΦΑΙ — ΠΡΟΕΓΓΡΑΦΑΙ: [780, 1841, 902, 1852]
investment-label: Ἔργα Κρεμαστῶν Ἀχελῴου: [593, 1494, 709, 1505]
article-text: Κατὰ τὴν πενταετίαν ἡ Ἐπιχείρησις ἐπέτυχε σημαντικὴν αὔξησιν τῆς παραγωγῆς ἠλεκτρικῆς ἐνεργείας καὶ τῶν ἐσόδων της. Ἡ πρόοδος αὕτη ἐπιτρέπει τὴν ἔκδοσιν νέου ὁμολογιακοῦ δανείου διὰ τὴν χρηματοδότησιν τῶν ἐπενδύσεων τοῦ προγράμματος 1965.: [385, 70, 522, 146]
article-text: ΝΕΑ ΥΟΡΚΗ, 18 (Ρόυτερ). — Ραδιόφωνα μεγέθους ὡρολογίου, τὰ ὁποῖα θὰ λειτουργοῦν μὲ τὴν θερμότητα τὴν ἐκπεμπομένην ὑπὸ τοῦ ἀνθρωπίνου σώματος, θὰ τεθοῦν προσεχῶς εἰς διάθεσιν τῶν καταναλωτῶν, ἀνεκοίνωσεν ἀμερικανικὴ ἑταιρεία ἠλεκτρονικῶν.: [1363, 530, 1559, 587]
ad-line-2: ΤΟΚΟΣ 6,5 % - ΡΗΤΡΑ ΔΟΛΛΑΡΙΟΥ: [597, 1372, 1085, 1406]
article-text: Κατὰ τὴν πενταετίαν ἡ Ἐπιχείρησις ἐπέτυχε σημαντικὴν αὔξησιν τῆς παραγωγῆς ἠλεκτρικῆς ἐνεργείας καὶ τῶν ἐσόδων της. Ἡ πρόοδος αὕτη ἐπιτρέπει τὴν ἔκδοσιν νέου ὁμολογιακοῦ δανείου διὰ τὴν χρηματοδότησιν τῶν ἐπενδύσεων τοῦ προγράμματος 1965.: [385, 424, 522, 500]
divider: [10, 195, 370, 196]
page-number-badge: Σελὶς 5: [1462, 20, 1559, 44]
ad-benefit-security: ΑΣΦΑΛΕΙΑ: Ἡ πλήρης ἐξόφλησις ἐγγυᾶται ὑπὸ τοῦ Ἑλληνικοῦ Δημοσίου.: [573, 1816, 884, 1827]
article-text: Κατὰ τὴν πενταετίαν ἡ Ἐπιχείρησις ἐπέτυχε σημαντικὴν αὔξησιν τῆς παραγωγῆς ἠλεκτρικῆς ἐνεργείας καὶ τῶν ἐσόδων της. Ἡ πρόοδος αὕτη ἐπιτρέπει τὴν ἔκδοσιν νέου ὁμολογιακοῦ δανείου διὰ τὴν χρηματοδότησιν τῶν ἐπενδύσεων τοῦ προγράμματος 1965.: [573, 1773, 1108, 1805]
article-text: ΑΘΗΝΑΙ, 18. — Ἡ ἐθνικὴ ὁμὰς τῆς Ἑλλάδος ἀνεχώρησεν χθὲς τὴν πρωΐαν ἀεροπορικῶς διὰ τὴν Μόσχαν, ὅπου θὰ ἀγωνισθῇ τὴν Κυριακὴν κατὰ τῆς ἀντιστοίχου ὁμάδος τῆς Σοβιετικῆς Ἑνώσεως διὰ τὰ προκριματικὰ τοῦ Παγκοσμίου Κυπέλλου. Ἡ ἀποστολὴ περιλαμβάνει τοὺς ποδοσφαιριστὰς τῆς ἐθνικῆς ὁμάδος, τὸν ὁμοσπονδιακὸν προπονητὴν καὶ ἀντιπροσώπους τῆς Ὁμοσπονδίας. Σήμερον θὰ γίνῃ ἡ πρώτη προπόνησις εἰς τὸ γήπεδον τῆς Μόσχας.: [194, 924, 370, 1028]
article-text: Ἡ νίκη τοῦ ἀνενδότου ἀγῶνος εἶναι κυρίως νίκη τῶν νέων, διεκήρυξε κατὰ τὴν χθεσινὴν ἐκδήλωσιν ὁ πρόεδρος τῆς Βουλῆς κ. Παπασπύρου. Οἱ νέοι ἀπετέλεσαν τὴν πρωτοπορίαν τοῦ ἀγῶνος καὶ εἰς αὐτοὺς ἐστηρίχθη ἡ μαχητικὴ ἡγεσία τοῦ κ. Γ. Παπανδρέου. Αἱ ἐκδηλώσεις τῆς ἑβδομάδος θὰ συνεχισθοῦν μὲ ὁμιλίας καὶ συγκεντρώσεις εἰς ὅλην τὴν χώραν.: [740, 562, 942, 637]
brief-headline: ΑΝΑΘΕΣΙΣ ΜΑΘΗΜΑΤΩΝ ΕΙΣ ΚΑΘΗΓΗΤΑΣ ΤΟΥ ΠΑΝΕΠΙΣΤΗΜΙΟΥ: [404, 1208, 504, 1261]
article-text: ΑΘΗΝΑΙ, 18. — Ἡ ἐθνικὴ ὁμὰς τῆς Ἑλλάδος ἀνεχώρησεν χθὲς τὴν πρωΐαν ἀεροπορικῶς διὰ τὴν Μόσχαν, ὅπου θὰ ἀγωνισθῇ τὴν Κυριακὴν κατὰ τῆς ἀντιστοίχου ὁμάδος τῆς Σοβιετικῆς Ἑνώσεως διὰ τὰ προκριματικὰ τοῦ Παγκοσμίου Κυπέλλου. Ἡ ἀποστολὴ περιλαμβάνει τοὺς ποδοσφαιριστὰς τῆς ἐθνικῆς ὁμάδος, τὸν ὁμοσπονδιακὸν προπονητὴν καὶ ἀντιπροσώπους τῆς Ὁμοσπονδίας. Σήμερον θὰ γίνῃ ἡ πρώτη προπόνησις εἰς τὸ γήπεδον τῆς Μόσχας.: [194, 615, 370, 718]
col1-section: ΟΙ ΤΕΛΙΚΟΙ ΑΓΩΝΕΣ ΤΗΣ Β' ΕΘΝΙΚΗΣ: [41, 172, 339, 191]
col4-h5-third: Ο ΡΟΛΟΣ ΤΟΥ ΙΔΙΩΤΙΚΟΥ ΚΕΦΑΛΑΙΟΥ: [1224, 779, 1494, 797]
divider: [385, 1862, 522, 1863]
divider: [385, 935, 522, 936]
article-text: ΑΘΗΝΑΙ, 18. — Ἡ ἐθνικὴ ὁμὰς τῆς Ἑλλάδος ἀνεχώρησεν χθὲς τὴν πρωΐαν ἀεροπορικῶς διὰ τὴν Μόσχαν, ὅπου θὰ ἀγωνισθῇ τὴν Κυριακὴν κατὰ τῆς ἀντιστοίχου ὁμάδος τῆς Σοβιετικῆς Ἑνώσεως διὰ τὰ προκριματικὰ τοῦ Παγκοσμίου Κυπέλλου. Ἡ ἀποστολὴ περιλαμβάνει τοὺς ποδοσφαιριστὰς τῆς ἐθνικῆς ὁμάδος, τὸν ὁμοσπονδιακὸν προπονητὴν καὶ ἀντιπροσώπους τῆς Ὁμοσπονδίας. Σήμερον θὰ γίνῃ ἡ πρώτη προπόνησις εἰς τὸ γήπεδον τῆς Μόσχας.: [10, 615, 186, 718]
divider: [385, 1202, 522, 1203]
investment-value: 280.000.000: [1035, 1529, 1089, 1540]
col4-sub: ΨΥΧΡΑ, ΟΜΩΣ, ΥΠΗΡΞΕΝ Η ΥΠΟΔΟΧΗ ΕΙΣ ΤΟ ΑΕΡΟΔΡΟΜΙΟΝ, ΔΙΟΤΙ ΕΠΕΣΤΗΘΗ ΕΙΣ ΑΥΤΟΥΣ ΝΑ ΑΠΟΦΥΓΟΥΝ ΤΟΝ ΧΑΙΡΕΤΙΣΜΟΝ ΧΑΪ'Λ.– ΕΠΙΠΤΕ ΒΡΟΧΗ.–: [1165, 178, 1553, 223]
article-text: Κατὰ τὴν πενταετίαν ἡ Ἐπιχείρησις ἐπέτυχε σημαντικὴν αὔξησιν τῆς παραγωγῆς ἠλεκτρικῆς ἐνεργείας καὶ τῶν ἐσόδων της. Ἡ πρόοδος αὕτη ἐπιτρέπει τὴν ἔκδοσιν νέου ὁμολογιακοῦ δανείου διὰ τὴν χρηματοδότησιν τῶν ἐπενδύσεων τοῦ προγράμματος 1965.: [385, 640, 522, 716]
article-text: ΑΘΗΝΑΙ, 18. — Ἡ ἐθνικὴ ὁμὰς τῆς Ἑλλάδος ἀνεχώρησεν χθὲς τὴν πρωΐαν ἀεροπορικῶς διὰ τὴν Μόσχαν, ὅπου θὰ ἀγωνισθῇ τὴν Κυριακὴν κατὰ τῆς ἀντιστοίχου ὁμάδος τῆς Σοβιετικῆς Ἑνώσεως διὰ τὰ προκριματικὰ τοῦ Παγκοσμίου Κυπέλλου. Ἡ ἀποστολὴ περιλαμβάνει τοὺς ποδοσφαιριστὰς τῆς ἐθνικῆς ὁμάδος, τὸν ὁμοσπονδιακὸν προπονητὴν καὶ ἀντιπροσώπους τῆς Ὁμοσπονδίας. Σήμερον θὰ γίνῃ ἡ πρώτη προπόνησις εἰς τὸ γήπεδον τῆς Μόσχας.: [10, 511, 186, 615]
brief-headline: Η ΑΤΟΜΙΚΗ ΕΝΕΡΓΕΙΑ ΕΙΣ ΤΗΝ ΥΠΗΡΕΣΙΑΝ ΤΗΣ ΑΣΤΥΝΟΜΙΑΣ: [390, 20, 517, 58]
article-text: Ἡ νίκη τοῦ ἀνενδότου ἀγῶνος εἶναι κυρίως νίκη τῶν νέων, διεκήρυξε κατὰ τὴν χθεσινὴν ἐκδήλωσιν ὁ πρόεδρος τῆς Βουλῆς κ. Παπασπύρου. Οἱ νέοι ἀπετέλεσαν τὴν πρωτοπορίαν τοῦ ἀγῶνος καὶ εἰς αὐτοὺς ἐστηρίχθη ἡ μαχητικὴ ἡγεσία τοῦ κ. Γ. Παπανδρέου. Αἱ ἐκδηλώσεις τῆς ἑβδομάδος θὰ συνεχισθοῦν μὲ ὁμιλίας καὶ συγκεντρώσεις εἰς ὅλην τὴν χώραν.: [740, 473, 942, 549]
investment-row: [593, 1517, 1089, 1529]
brief-headline: ΚΑΙ ΝΕΟΝ ΠΥΡΑΥΛΟΝ ΤΥΠΟΥ «ΠΗΓΑΣΟΣ», ΘΑ ΕΚΤΟΞΕΥΣΟΥΝ ΑΙ ΗΝ. ΠΟΛΙΤΕΙΑΙ: [1165, 801, 1348, 841]
column-rule: [1154, 20, 1155, 2358]
article-text: Κατὰ τὴν πενταετίαν ἡ Ἐπιχείρησις ἐπέτυχε σημαντικὴν αὔξησιν τῆς παραγωγῆς ἠλεκτρικῆς ἐνεργείας καὶ τῶν ἐσόδων της. Ἡ πρόοδος αὕτη ἐπιτρέπει τὴν ἔκδοσιν νέου ὁμολογιακοῦ δανείου διὰ τὴν χρηματοδότησιν τῶν ἐπενδύσεων τοῦ προγράμματος 1965.: [385, 1388, 522, 1463]
col4-small-head: ΑΠΟΛΥΤΟΣ ΣΙΓΗ: [1434, 286, 1489, 293]
article-text: Ἡ νίκη τοῦ ἀνενδότου ἀγῶνος εἶναι κυρίως νίκη τῶν νέων, διεκήρυξε κατὰ τὴν χθεσινὴν ἐκδήλωσιν ὁ πρόεδρος τῆς Βουλῆς κ. Παπασπύρου. Οἱ νέοι ἀπετέλεσαν τὴν πρωτοπορίαν τοῦ ἀγῶνος καὶ εἰς αὐτοὺς ἐστηρίχθη ἡ μαχητικὴ ἡγεσία τοῦ κ. Γ. Παπανδρέου. Αἱ ἐκδηλώσεις τῆς ἑβδομάδος θὰ συνεχισθοῦν μὲ ὁμιλίας καὶ συγκεντρώσεις εἰς ὅλην τὴν χώραν.: [532, 624, 733, 700]
investment-value: 1.136.000.000: [1027, 1564, 1089, 1575]
article-text: Κατὰ τὴν πενταετίαν ἡ Ἐπιχείρησις ἐπέτυχε σημαντικὴν αὔξησιν τῆς παραγωγῆς ἠλεκτρικῆς ἐνεργείας καὶ τῶν ἐσόδων της. Ἡ πρόοδος αὕτη ἐπιτρέπει τὴν ἔκδοσιν νέου ὁμολογιακοῦ δανείου διὰ τὴν χρηματοδότησιν τῶν ἐπενδύσεων τοῦ προγράμματος 1965.: [573, 1612, 1108, 1645]
ad-benefit-privileges: ΑΛΛΑ ΠΡΟΝΟΜΙΑ: Αἱ ὁμολογίαι εἶναι ἀνώνυμοι καὶ γίνονται δεκταὶ ὡς ἐγγυήσεις.: [573, 1827, 929, 1838]
article-text: Ἡ νίκη τοῦ ἀνενδότου ἀγῶνος εἶναι κυρίως νίκη τῶν νέων, διεκήρυξε κατὰ τὴν χθεσινὴν ἐκδήλωσιν ὁ πρόεδρος τῆς Βουλῆς κ. Παπασπύρου. Οἱ νέοι ἀπετέλεσαν τὴν πρωτοπορίαν τοῦ ἀγῶνος καὶ εἰς αὐτοὺς ἐστηρίχθη ἡ μαχητικὴ ἡγεσία τοῦ κ. Γ. Παπανδρέου. Αἱ ἐκδηλώσεις τῆς ἑβδομάδος θὰ συνεχισθοῦν μὲ ὁμιλίας καὶ συγκεντρώσεις εἰς ὅλην τὴν χώραν.: [532, 473, 733, 549]
article-text: ΑΘΗΝΑΙ, 18. — Ἡ ἐθνικὴ ὁμὰς τῆς Ἑλλάδος ἀνεχώρησεν χθὲς τὴν πρωΐαν ἀεροπορικῶς διὰ τὴν Μόσχαν, ὅπου θὰ ἀγωνισθῇ τὴν Κυριακὴν κατὰ τῆς ἀντιστοίχου ὁμάδος τῆς Σοβιετικῆς Ἑνώσεως διὰ τὰ προκριματικὰ τοῦ Παγκοσμίου Κυπέλλου. Ἡ ἀποστολὴ περιλαμβάνει τοὺς ποδοσφαιριστὰς τῆς ἐθνικῆς ὁμάδος, τὸν ὁμοσπονδιακὸν προπονητὴν καὶ ἀντιπροσώπους τῆς Ὁμοσπονδίας. Σήμερον θὰ γίνῃ ἡ πρώτη προπόνησις εἰς τὸ γήπεδον τῆς Μόσχας.: [194, 1705, 370, 1808]
divider: [385, 1977, 522, 1978]
article-text: ΒΟΝΝΗ, 18 (Ρόυτερ). — Ἑκατὸν χιλιάδες Δυτικογερμανοὶ ὑπεδέχθησαν ἐνθουσιωδῶς τὴν βασίλισσαν Ἐλισάβετ, ἡ ὁποία ἔφθασε χθὲς εἰς τὴν Βόννην διὰ τὴν πρώτην ἐπίσημον ἐπίσκεψιν βρεταννοῦ μονάρχου μετὰ τὸν πόλεμον. Εἰς τὸ ἀεροδρόμιον ἡ ὑποδοχὴ ὑπῆρξεν ψυχρά.: [1159, 283, 1355, 339]
column-briefs: [385, 20, 522, 2358]
col4-headline: 100.000 Δυτικογερμανοὶ ὑπεδέχθησαν ἐνθουσιωδῶς τὴν βασίλισσαν Ἐλισάβετ: [1171, 62, 1547, 176]
lead-subhead: ΑΠΑΡΑΙΤΗΤΟΣ Η ΕΝΟΤΗΣ: [1006, 388, 1093, 396]
lead-body: [532, 235, 1150, 774]
article-text: ΑΘΗΝΑΙ, 18. — Ἡ ἐθνικὴ ὁμὰς τῆς Ἑλλάδος ἀνεχώρησεν χθὲς τὴν πρωΐαν ἀεροπορικῶς διὰ τὴν Μόσχαν, ὅπου θὰ ἀγωνισθῇ τὴν Κυριακὴν κατὰ τῆς ἀντιστοίχου ὁμάδος τῆς Σοβιετικῆς Ἑνώσεως διὰ τὰ προκριματικὰ τοῦ Παγκοσμίου Κυπέλλου. Ἡ ἀποστολὴ περιλαμβάνει τοὺς ποδοσφαιριστὰς τῆς ἐθνικῆς ὁμάδος, τὸν ὁμοσπονδιακὸν προπονητὴν καὶ ἀντιπροσώπους τῆς Ὁμοσπονδίας. Σήμερον θὰ γίνῃ ἡ πρώτη προπόνησις εἰς τὸ γήπεδον τῆς Μόσχας.: [10, 1498, 186, 1601]
article-text: Ἡ νίκη τοῦ ἀνενδότου ἀγῶνος εἶναι κυρίως νίκη τῶν νέων, διεκήρυξε κατὰ τὴν χθεσινὴν ἐκδήλωσιν ὁ πρόεδρος τῆς Βουλῆς κ. Παπασπύρου. Οἱ νέοι ἀπετέλεσαν τὴν πρωτοπορίαν τοῦ ἀγῶνος καὶ εἰς αὐτοὺς ἐστηρίχθη ἡ μαχητικὴ ἡγεσία τοῦ κ. Γ. Παπανδρέου. Αἱ ἐκδηλώσεις τῆς ἑβδομάδος θὰ συνεχισθοῦν μὲ ὁμιλίας καὶ συγκεντρώσεις εἰς ὅλην τὴν χώραν.: [740, 323, 942, 399]
col4-h5-sub: Διατρέχει ἀμέσου κινδύνου τὸ μετατρέψιμον συνάλλαγμα: [1190, 741, 1529, 777]
article-text: Κατὰ τὴν πενταετίαν ἡ Ἐπιχείρησις ἐπέτυχε σημαντικὴν αὔξησιν τῆς παραγωγῆς ἠλεκτρικῆς ἐνεργείας καὶ τῶν ἐσόδων της. Ἡ πρόοδος αὕτη ἐπιτρέπει τὴν ἔκδοσιν νέου ὁμολογιακοῦ δανείου διὰ τὴν χρηματοδότησιν τῶν ἐπενδύσεων τοῦ προγράμματος 1965.: [385, 145, 522, 221]
investment-row: [593, 1541, 1089, 1553]
article-text: ΑΘΗΝΑΙ, 18. — Ἡ ἐθνικὴ ὁμὰς τῆς Ἑλλάδος ἀνεχώρησεν χθὲς τὴν πρωΐαν ἀεροπορικῶς διὰ τὴν Μόσχαν, ὅπου θὰ ἀγωνισθῇ τὴν Κυριακὴν κατὰ τῆς ἀντιστοίχου ὁμάδος τῆς Σοβιετικῆς Ἑνώσεως διὰ τὰ προκριματικὰ τοῦ Παγκοσμίου Κυπέλλου. Ἡ ἀποστολὴ περιλαμβάνει τοὺς ποδοσφαιριστὰς τῆς ἐθνικῆς ὁμάδος, τὸν ὁμοσπονδιακὸν προπονητὴν καὶ ἀντιπροσώπους τῆς Ὁμοσπονδίας. Σήμερον θὰ γίνῃ ἡ πρώτη προπόνησις εἰς τὸ γήπεδον τῆς Μόσχας.: [194, 1911, 370, 2015]
article-text: ΝΕΑ ΥΟΡΚΗ, 18 (Ρόυτερ). — Ραδιόφωνα μεγέθους ὡρολογίου, τὰ ὁποῖα θὰ λειτουργοῦν μὲ τὴν θερμότητα τὴν ἐκπεμπομένην ὑπὸ τοῦ ἀνθρωπίνου σώματος, θὰ τεθοῦν προσεχῶς εἰς διάθεσιν τῶν καταναλωτῶν, ἀνεκοίνωσεν ἀμερικανικὴ ἑταιρεία ἠλεκτρονικῶν.: [1159, 1148, 1559, 1176]
article-text: Κατὰ τὴν πενταετίαν ἡ Ἐπιχείρησις ἐπέτυχε σημαντικὴν αὔξησιν τῆς παραγωγῆς ἠλεκτρικῆς ἐνεργείας καὶ τῶν ἐσόδων της. Ἡ πρόοδος αὕτη ἐπιτρέπει τὴν ἔκδοσιν νέου ὁμολογιακοῦ δανείου διὰ τὴν χρηματοδότησιν τῶν ἐπενδύσεων τοῦ προγράμματος 1965.: [385, 2010, 522, 2086]
article-text: Ἡ νίκη τοῦ ἀνενδότου ἀγῶνος εἶναι κυρίως νίκη τῶν νέων, διεκήρυξε κατὰ τὴν χθεσινὴν ἐκδήλωσιν ὁ πρόεδρος τῆς Βουλῆς κ. Παπασπύρου. Οἱ νέοι ἀπετέλεσαν τὴν πρωτοπορίαν τοῦ ἀγῶνος καὶ εἰς αὐτοὺς ἐστηρίχθη ἡ μαχητικὴ ἡγεσία τοῦ κ. Γ. Παπανδρέου. Αἱ ἐκδηλώσεις τῆς ἑβδομάδος θὰ συνεχισθοῦν μὲ ὁμιλίας καὶ συγκεντρώσεις εἰς ὅλην τὴν χώραν.: [949, 398, 1150, 474]
article-text: Κατὰ τὴν πενταετίαν ἡ Ἐπιχείρησις ἐπέτυχε σημαντικὴν αὔξησιν τῆς παραγωγῆς ἠλεκτρικῆς ἐνεργείας καὶ τῶν ἐσόδων της. Ἡ πρόοδος αὕτη ἐπιτρέπει τὴν ἔκδοσιν νέου ὁμολογιακοῦ δανείου διὰ τὴν χρηματοδότησιν τῶν ἐπενδύσεων τοῦ προγράμματος 1965.: [385, 1261, 522, 1337]
divider: [385, 1468, 522, 1469]
article-text: ΑΘΗΝΑΙ, 18. — Ἡ ἐθνικὴ ὁμὰς τῆς Ἑλλάδος ἀνεχώρησεν χθὲς τὴν πρωΐαν ἀεροπορικῶς διὰ τὴν Μόσχαν, ὅπου θὰ ἀγωνισθῇ τὴν Κυριακὴν κατὰ τῆς ἀντιστοίχου ὁμάδος τῆς Σοβιετικῆς Ἑνώσεως διὰ τὰ προκριματικὰ τοῦ Παγκοσμίου Κυπέλλου. Ἡ ἀποστολὴ περιλαμβάνει τοὺς ποδοσφαιριστὰς τῆς ἐθνικῆς ὁμάδος, τὸν ὁμοσπονδιακὸν προπονητὴν καὶ ἀντιπροσώπους τῆς Ὁμοσπονδίας. Σήμερον θὰ γίνῃ ἡ πρώτη προπόνησις εἰς τὸ γήπεδον τῆς Μόσχας.: [194, 821, 370, 925]
article-text: ΝΕΑ ΥΟΡΚΗ, 18 (Ρόυτερ). — Ραδιόφωνα μεγέθους ὡρολογίου, τὰ ὁποῖα θὰ λειτουργοῦν μὲ τὴν θερμότητα τὴν ἐκπεμπομένην ὑπὸ τοῦ ἀνθρωπίνου σώματος, θὰ τεθοῦν προσεχῶς εἰς διάθεσιν τῶν καταναλωτῶν, ἀνεκοίνωσεν ἀμερικανικὴ ἑταιρεία ἠλεκτρονικῶν.: [1159, 507, 1355, 564]
lead-subhead: ΕΚΛΑΙΡΟΙ ΔΙΑΘΕΣΕΙΣ: [805, 552, 877, 560]
column-lead-story: [532, 20, 1150, 1162]
divider: [1159, 1117, 1559, 1119]
article-text: ΝΕΑ ΥΟΡΚΗ, 18 (Ρόυτερ). — Ραδιόφωνα μεγέθους ὡρολογίου, τὰ ὁποῖα θὰ λειτουργοῦν μὲ τὴν θερμότητα τὴν ἐκπεμπομένην ὑπὸ τοῦ ἀνθρωπίνου σώματος, θὰ τεθοῦν προσεχῶς εἰς διάθεσιν τῶν καταναλωτῶν, ἀνεκοίνωσεν ἀμερικανικὴ ἑταιρεία ἠλεκτρονικῶν.: [1159, 597, 1355, 654]
article-text: ΑΘΗΝΑΙ, 18. — Ἡ ἐθνικὴ ὁμὰς τῆς Ἑλλάδος ἀνεχώρησεν χθὲς τὴν πρωΐαν ἀεροπορικῶς διὰ τὴν Μόσχαν, ὅπου θὰ ἀγωνισθῇ τὴν Κυριακὴν κατὰ τῆς ἀντιστοίχου ὁμάδος τῆς Σοβιετικῆς Ἑνώσεως διὰ τὰ προκριματικὰ τοῦ Παγκοσμίου Κυπέλλου. Ἡ ἀποστολὴ περιλαμβάνει τοὺς ποδοσφαιριστὰς τῆς ἐθνικῆς ὁμάδος, τὸν ὁμοσπονδιακὸν προπονητὴν καὶ ἀντιπροσώπους τῆς Ὁμοσπονδίας. Σήμερον θὰ γίνῃ ἡ πρώτη προπόνησις εἰς τὸ γήπεδον τῆς Μόσχας.: [10, 1911, 186, 2015]
divider: [10, 1285, 370, 1286]
investment-table: [534, 1494, 1148, 1588]
investment-row: [593, 1506, 1089, 1517]
ad-signoff-2: ΤΗΣ ΔΗΜΟΣΙΑΣ ΕΠΙΧΕΙΡΗΣΕΩΣ ΗΛΕΚΤΡΙΣΜΟΥ: [742, 1944, 940, 1954]
lead-headline-2: ΔΙΕΚΗΡΥΞΕΝ Ο κ. ΠΑΠΑΣΠΥΡΟΥ: [607, 73, 1075, 106]
brief-headline: ΓΕΡΜΑΝΟΣ ΑΠΩΛΕΣΕ ΤΟ ΠΟΡΤΟΦΟΛΙΟΝ ΤΟΥ: [386, 1754, 521, 1781]
article-text: Κατὰ τὴν πενταετίαν ἡ Ἐπιχείρησις ἐπέτυχε σημαντικὴν αὔξησιν τῆς παραγωγῆς ἠλεκτρικῆς ἐνεργείας καὶ τῶν ἐσόδων της. Ἡ πρόοδος αὕτη ἐπιτρέπει τὴν ἔκδοσιν νέου ὁμολογιακοῦ δανείου διὰ τὴν χρηματοδότησιν τῶν ἐπενδύσεων τοῦ προγράμματος 1965.: [573, 1455, 1108, 1487]
divider: [1159, 658, 1559, 660]
divider: [1159, 357, 1559, 359]
article-text: ΒΟΝΝΗ, 18 (Ρόυτερ). — Ἑκατὸν χιλιάδες Δυτικογερμανοὶ ὑπεδέχθησαν ἐνθουσιωδῶς τὴν βασίλισσαν Ἐλισάβετ, ἡ ὁποία ἔφθασε χθὲς εἰς τὴν Βόννην διὰ τὴν πρώτην ἐπίσημον ἐπίσκεψιν βρεταννοῦ μονάρχου μετὰ τὸν πόλεμον. Εἰς τὸ ἀεροδρόμιον ἡ ὑποδοχὴ ὑπῆρξεν ψυχρά.: [1363, 296, 1559, 352]
article-text: Κατὰ τὴν πενταετίαν ἡ Ἐπιχείρησις ἐπέτυχε σημαντικὴν αὔξησιν τῆς παραγωγῆς ἠλεκτρικῆς ἐνεργείας καὶ τῶν ἐσόδων της. Ἡ πρόοδος αὕτη ἐπιτρέπει τὴν ἔκδοσιν νέου ὁμολογιακοῦ δανείου διὰ τὴν χρηματοδότησιν τῶν ἐπενδύσεων τοῦ προγράμματος 1965.: [573, 1645, 1108, 1677]
col4-h5-kicker: Δι' ἐκκλήσεως τῆς κυβερνήσεως: [1246, 663, 1473, 679]
article-text: ΑΘΗΝΑΙ, 18. — Ἡ ἐθνικὴ ὁμὰς τῆς Ἑλλάδος ἀνεχώρησεν χθὲς τὴν πρωΐαν ἀεροπορικῶς διὰ τὴν Μόσχαν, ὅπου θὰ ἀγωνισθῇ τὴν Κυριακὴν κατὰ τῆς ἀντιστοίχου ὁμάδος τῆς Σοβιετικῆς Ἑνώσεως διὰ τὰ προκριματικὰ τοῦ Παγκοσμίου Κυπέλλου. Ἡ ἀποστολὴ περιλαμβάνει τοὺς ποδοσφαιριστὰς τῆς ἐθνικῆς ὁμάδος, τὸν ὁμοσπονδιακὸν προπονητὴν καὶ ἀντιπροσώπους τῆς Ὁμοσπονδίας. Σήμερον θὰ γίνῃ ἡ πρώτη προπόνησις εἰς τὸ γήπεδον τῆς Μόσχας.: [194, 1131, 370, 1235]
article-text: Κατὰ τὴν πενταετίαν ἡ Ἐπιχείρησις ἐπέτυχε σημαντικὴν αὔξησιν τῆς παραγωγῆς ἠλεκτρικῆς ἐνεργείας καὶ τῶν ἐσόδων της. Ἡ πρόοδος αὕτη ἐπιτρέπει τὴν ἔκδοσιν νέου ὁμολογιακοῦ δανείου διὰ τὴν χρηματοδότησιν τῶν ἐπενδύσεων τοῦ προγράμματος 1965.: [573, 1854, 1108, 1886]
investment-total-label: Σύνολον ἐπενδύσεων: [593, 1594, 695, 1605]
lead-headline-3: εἶναι κυρίως νίκη τῶν νέων: [533, 106, 1149, 151]
divider: [385, 1621, 522, 1622]
article-text: ΝΕΑ ΥΟΡΚΗ, 18 (Ρόυτερ). — Ραδιόφωνα μεγέθους ὡρολογίου, τὰ ὁποῖα θὰ λειτουργοῦν μὲ τὴν θερμότητα τὴν ἐκπεμπομένην ὑπὸ τοῦ ἀνθρωπίνου σώματος, θὰ τεθοῦν προσεχῶς εἰς διάθεσιν τῶν καταναλωτῶν, ἀνεκοίνωσεν ἀμερικανικὴ ἑταιρεία ἠλεκτρονικῶν.: [1159, 1022, 1559, 1051]
article-text: Κατὰ τὴν πενταετίαν ἡ Ἐπιχείρησις ἐπέτυχε σημαντικὴν αὔξησιν τῆς παραγωγῆς ἠλεκτρικῆς ἐνεργείας καὶ τῶν ἐσόδων της. Ἡ πρόοδος αὕτη ἐπιτρέπει τὴν ἔκδοσιν νέου ὁμολογιακοῦ δανείου διὰ τὴν χρηματοδότησιν τῶν ἐπενδύσεων τοῦ προγράμματος 1965.: [385, 994, 522, 1070]
brief-headline: ΠΑΙΣ ΕΦΟΝΕΥΘΗ ΥΠΟ ΙΠΠΟΥ: [390, 1982, 517, 2009]
article-text: ΝΕΑ ΥΟΡΚΗ, 18 (Ρόυτερ). — Ραδιόφωνα μεγέθους ὡρολογίου, τὰ ὁποῖα θὰ λειτουργοῦν μὲ τὴν θερμότητα τὴν ἐκπεμπομένην ὑπὸ τοῦ ἀνθρωπίνου σώματος, θὰ τεθοῦν προσεχῶς εἰς διάθεσιν τῶν καταναλωτῶν, ἀνεκοίνωσεν ἀμερικανικὴ ἑταιρεία ἠλεκτρονικῶν.: [1363, 473, 1559, 530]
column-rule: [527, 20, 528, 2358]
article-text: ΑΘΗΝΑΙ, 18. — Ἡ ἐθνικὴ ὁμὰς τῆς Ἑλλάδος ἀνεχώρησεν χθὲς τὴν πρωΐαν ἀεροπορικῶς διὰ τὴν Μόσχαν, ὅπου θὰ ἀγωνισθῇ τὴν Κυριακὴν κατὰ τῆς ἀντιστοίχου ὁμάδος τῆς Σοβιετικῆς Ἑνώσεως διὰ τὰ προκριματικὰ τοῦ Παγκοσμίου Κυπέλλου. Ἡ ἀποστολὴ περιλαμβάνει τοὺς ποδοσφαιριστὰς τῆς ἐθνικῆς ὁμάδος, τὸν ὁμοσπονδιακὸν προπονητὴν καὶ ἀντιπροσώπους τῆς Ὁμοσπονδίας. Σήμερον θὰ γίνῃ ἡ πρώτη προπόνησις εἰς τὸ γήπεδον τῆς Μόσχας.: [10, 201, 186, 305]
article-text: ΑΘΗΝΑΙ, 18. — Ἡ ἐθνικὴ ὁμὰς τῆς Ἑλλάδος ἀνεχώρησεν χθὲς τὴν πρωΐαν ἀεροπορικῶς διὰ τὴν Μόσχαν, ὅπου θὰ ἀγωνισθῇ τὴν Κυριακὴν κατὰ τῆς ἀντιστοίχου ὁμάδος τῆς Σοβιετικῆς Ἑνώσεως διὰ τὰ προκριματικὰ τοῦ Παγκοσμίου Κυπέλλου. Ἡ ἀποστολὴ περιλαμβάνει τοὺς ποδοσφαιριστὰς τῆς ἐθνικῆς ὁμάδος, τὸν ὁμοσπονδιακὸν προπονητὴν καὶ ἀντιπροσώπους τῆς Ὁμοσπονδίας. Σήμερον θὰ γίνῃ ἡ πρώτη προπόνησις εἰς τὸ γήπεδον τῆς Μόσχας.: [10, 1394, 186, 1498]
column-sports: [10, 20, 370, 2358]
page-badge: [1159, 20, 1559, 44]
col4-h5: ΑΙ ΗΝΩΜ. ΠΟΛΙΤΕΙΑΙ ΠΡΟΣΠΑΘΟΥΝ ΝΑ ΠΕΡΙΟΡΙΣΟΥΝ ΤΗΝ ΔΙΑΡΡΟΗΝ ΔΟΛΛΑΡΙΩΝ ΕΙΣ ΤΟ ΕΞΩΤΕΡΙΚΟΝ: [1164, 677, 1554, 738]
lead-kicker: Εἰς αὐτοὺς ἐστηρίχθη καὶ αὐτοὶ τὸν ἐκράτησαν: [638, 20, 1044, 39]
divider: [10, 1243, 370, 1245]
col4-body: [1159, 226, 1559, 352]
brief-headline: ΑΜΕΡΙΚΑΝΟΠΑΙΔΕΣ ΕΘΕΣΑΝ ΠΥΡ ΕΙΣ ΤΗΝ ΘΕΡΜΗΝ ΓΡΑΜΜΗΝ: [1159, 569, 1355, 596]
article-text: Ἡ νίκη τοῦ ἀνενδότου ἀγῶνος εἶναι κυρίως νίκη τῶν νέων, διεκήρυξε κατὰ τὴν χθεσινὴν ἐκδήλωσιν ὁ πρόεδρος τῆς Βουλῆς κ. Παπασπύρου. Οἱ νέοι ἀπετέλεσαν τὴν πρωτοπορίαν τοῦ ἀγῶνος καὶ εἰς αὐτοὺς ἐστηρίχθη ἡ μαχητικὴ ἡγεσία τοῦ κ. Γ. Παπανδρέου. Αἱ ἐκδηλώσεις τῆς ἑβδομάδος θὰ συνεχισθοῦν μὲ ὁμιλίας καὶ συγκεντρώσεις εἰς ὅλην τὴν χώραν.: [532, 311, 733, 386]
col4-h8: Ο κ. ΣΠΑΝΟΡΡΗΓΑΣ ΜΕΤΑΒΑΙΝΕΙ ΕΙΣ ΤΟ ΠΑΡΙΣΙ ΔΙΑ ΝΑ ΜΕΤΑΣΗ ΤΗΣ ΣΥΣΚΕΨΕΙΣ ΤΗΣ ΟΙΚΟΝΟΜΙΚΗΣ ΕΠΙΤΡΟΠΗΣ ΤΟΥ Ν.Α.Τ.Ο.: [1163, 997, 1555, 1023]
article-text: Κατὰ τὴν πενταετίαν ἡ Ἐπιχείρησις ἐπέτυχε σημαντικὴν αὔξησιν τῆς παραγωγῆς ἠλεκτρικῆς ἐνεργείας καὶ τῶν ἐσόδων της. Ἡ πρόοδος αὕτη ἐπιτρέπει τὴν ἔκδοσιν νέου ὁμολογιακοῦ δανείου διὰ τὴν χρηματοδότησιν τῶν ἐπενδύσεων τοῦ προγράμματος 1965.: [573, 1886, 1108, 1918]
article-text: ΝΕΑ ΥΟΡΚΗ, 18 (Ρόυτερ). — Ραδιόφωνα μεγέθους ὡρολογίου, τὰ ὁποῖα θὰ λειτουργοῦν μὲ τὴν θερμότητα τὴν ἐκπεμπομένην ὑπὸ τοῦ ἀνθρωπίνου σώματος, θὰ τεθοῦν προσεχῶς εἰς διάθεσιν τῶν καταναλωτῶν, ἀνεκοίνωσεν ἀμερικανικὴ ἑταιρεία ἠλεκτρονικῶν.: [1159, 842, 1355, 899]
article-text: Κατὰ τὴν πενταετίαν ἡ Ἐπιχείρησις ἐπέτυχε σημαντικὴν αὔξησιν τῆς παραγωγῆς ἠλεκτρικῆς ἐνεργείας καὶ τῶν ἐσόδων της. Ἡ πρόοδος αὕτη ἐπιτρέπει τὴν ἔκδοσιν νέου ὁμολογιακοῦ δανείου διὰ τὴν χρηματοδότησιν τῶν ἐπενδύσεων τοῦ προγράμματος 1965.: [385, 1667, 522, 1743]
article-text: ΝΕΑ ΥΟΡΚΗ, 18 (Ρόυτερ). — Ραδιόφωνα μεγέθους ὡρολογίου, τὰ ὁποῖα θὰ λειτουργοῦν μὲ τὴν θερμότητα τὴν ἐκπεμπομένην ὑπὸ τοῦ ἀνθρωπίνου σώματος, θὰ τεθοῦν προσεχῶς εἰς διάθεσιν τῶν καταναλωτῶν, ἀνεκοίνωσεν ἀμερικανικὴ ἑταιρεία ἠλεκτρονικῶν.: [1363, 796, 1559, 853]
ad-section-economic: ΟΙΚΟΝΟΜΙΚΗ ΕΞΕΛΙΞΙΣ: [791, 1680, 891, 1691]
article-text: Κατὰ τὴν πενταετίαν ἡ Ἐπιχείρησις ἐπέτυχε σημαντικὴν αὔξησιν τῆς παραγωγῆς ἠλεκτρικῆς ἐνεργείας καὶ τῶν ἐσόδων της. Ἡ πρόοδος αὕτη ἐπιτρέπει τὴν ἔκδοσιν νέου ὁμολογιακοῦ δανείου διὰ τὴν χρηματοδότησιν τῶν ἐπενδύσεων τοῦ προγράμματος 1965.: [385, 855, 522, 930]
divider: [1159, 992, 1559, 994]
article-text: Κατὰ τὴν πενταετίαν ἡ Ἐπιχείρησις ἐπέτυχε σημαντικὴν αὔξησιν τῆς παραγωγῆς ἠλεκτρικῆς ἐνεργείας καὶ τῶν ἐσόδων της. Ἡ πρόοδος αὕτη ἐπιτρέπει τὴν ἔκδοσιν νέου ὁμολογιακοῦ δανείου διὰ τὴν χρηματοδότησιν τῶν ἐπενδύσεων τοῦ προγράμματος 1965.: [385, 285, 522, 361]
article-text: Κατὰ τὴν πενταετίαν ἡ Ἐπιχείρησις ἐπέτυχε σημαντικὴν αὔξησιν τῆς παραγωγῆς ἠλεκτρικῆς ἐνεργείας καὶ τῶν ἐσόδων της. Ἡ πρόοδος αὕτη ἐπιτρέπει τὴν ἔκδοσιν νέου ὁμολογιακοῦ δανείου διὰ τὴν χρηματοδότησιν τῶν ἐπενδύσεων τοῦ προγράμματος 1965.: [385, 565, 522, 640]
divider: [385, 1342, 522, 1343]
column-rule: [378, 20, 379, 2358]
brief-sub: ΑΠΕΔΕΙΧΘΗ ΑΡΙΣΤΟΣ ΝΤΕΝΤΕΚΤΙΒ: [395, 60, 513, 68]
article-text: ΑΘΗΝΑΙ, 18. — Ἡ ἐθνικὴ ὁμὰς τῆς Ἑλλάδος ἀνεχώρησεν χθὲς τὴν πρωΐαν ἀεροπορικῶς διὰ τὴν Μόσχαν, ὅπου θὰ ἀγωνισθῇ τὴν Κυριακὴν κατὰ τῆς ἀντιστοίχου ὁμάδος τῆς Σοβιετικῆς Ἑνώσεως διὰ τὰ προκριματικὰ τοῦ Παγκοσμίου Κυπέλλου. Ἡ ἀποστολὴ περιλαμβάνει τοὺς ποδοσφαιριστὰς τῆς ἐθνικῆς ὁμάδος, τὸν ὁμοσπονδιακὸν προπονητὴν καὶ ἀντιπροσώπους τῆς Ὁμοσπονδίας. Σήμερον θὰ γίνῃ ἡ πρώτη προπόνησις εἰς τὸ γήπεδον τῆς Μόσχας.: [194, 201, 370, 305]
article-text: ΑΘΗΝΑΙ, 18. — Ἡ ἐθνικὴ ὁμὰς τῆς Ἑλλάδος ἀνεχώρησεν χθὲς τὴν πρωΐαν ἀεροπορικῶς διὰ τὴν Μόσχαν, ὅπου θὰ ἀγωνισθῇ τὴν Κυριακὴν κατὰ τῆς ἀντιστοίχου ὁμάδος τῆς Σοβιετικῆς Ἑνώσεως διὰ τὰ προκριματικὰ τοῦ Παγκοσμίου Κυπέλλου. Ἡ ἀποστολὴ περιλαμβάνει τοὺς ποδοσφαιριστὰς τῆς ἐθνικῆς ὁμάδος, τὸν ὁμοσπονδιακὸν προπονητὴν καὶ ἀντιπροσώπους τῆς Ὁμοσπονδίας. Σήμερον θὰ γίνῃ ἡ πρώτη προπόνησις εἰς τὸ γήπεδον τῆς Μόσχας.: [10, 821, 186, 925]
article-text: ΒΟΝΝΗ, 18 (Ρόυτερ). — Ἑκατὸν χιλιάδες Δυτικογερμανοὶ ὑπεδέχθησαν ἐνθουσιωδῶς τὴν βασίλισσαν Ἐλισάβετ, ἡ ὁποία ἔφθασε χθὲς εἰς τὴν Βόννην διὰ τὴν πρώτην ἐπίσημον ἐπίσκεψιν βρεταννοῦ μονάρχου μετὰ τὸν πόλεμον. Εἰς τὸ ἀεροδρόμιον ἡ ὑποδοχὴ ὑπῆρξεν ψυχρά.: [1363, 226, 1559, 283]
investment-label: Τρίτη Μονὰς Πτολεμαΐδος: [593, 1517, 707, 1528]
article-text: Κατὰ τὴν πενταετίαν ἡ Ἐπιχείρησις ἐπέτυχε σημαντικὴν αὔξησιν τῆς παραγωγῆς ἠλεκτρικῆς ἐνεργείας καὶ τῶν ἐσόδων της. Ἡ πρόοδος αὕτη ἐπιτρέπει τὴν ἔκδοσιν νέου ὁμολογιακοῦ δανείου διὰ τὴν χρηματοδότησιν τῶν ἐπενδύσεων τοῦ προγράμματος 1965.: [385, 1541, 522, 1616]
col4-h11: Η ΕΡΥΘΡΑ ΚΙΝΑ ΕΚΠΑΙΔΕΥΕΙ ΣΤΡΑΤΙΩΤΙΚΩΣ ΚΑΙ ΜΑΘΗΤΑΣ ΤΩΝ ΔΗΜΟΤΙΚΩΝ ΣΧΟΛΕΙΩΝ: [1176, 1185, 1543, 1211]
brief-headline: Ο Κ. ΜΑΝΑΒΗΣ ΖΗΤΕΙ ΔΙΚΑΙΑΝ ΚΑΤΑΝΟΜΗΝ ΤΟΥ ΠΡΟΪΟΝΤΟΣ ΚΡΑΤΙΚΩΝ ΛΑΧΕΙΩΝ: [389, 725, 518, 778]
brief-headline: Η ΥΠΗΡΕΣΙΑ ΑΝΑΔΙΟΡΓΑΝΩΣΕΩΣ ΤΗΣ ΔΙΟΙΚΗΣΕΩΣ: [394, 1347, 514, 1387]
